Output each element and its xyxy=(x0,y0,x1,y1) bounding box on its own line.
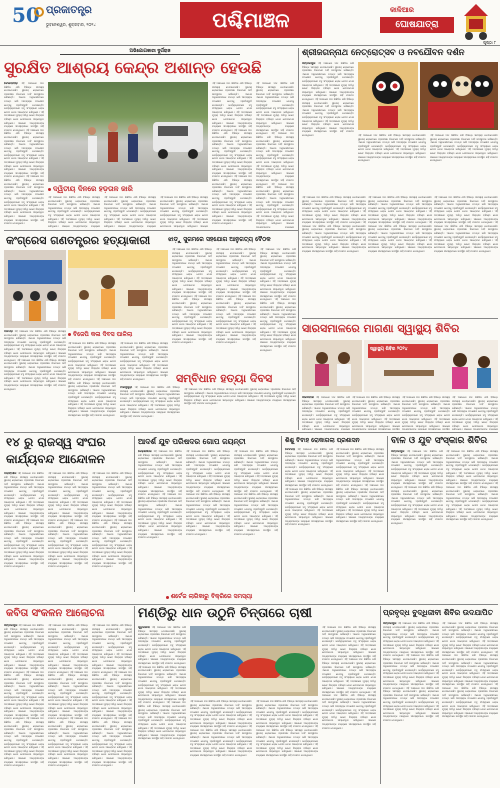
story2-col2: ଏହି ଅଞ୍ଚଳରେ ଗତ କିଛିଦିନ ଧରି ବିଭିନ୍ନ ସମସ୍ୟା ଦେଖାଦେଇଛି। ସ୍ଥାନୀୟ ଲୋକମାନେ ପ୍ରଶାସନ ନିକଟରେ ଦାବି ଉପସ୍ଥାପନ କରିଛନ୍ତି। ଏନେଇ ଅଧିକାରୀମାନେ ତଦନ୍ତ କରି ଆବଶ୍ୟକ ପଦକ୍ଷେପ ନେବାକୁ ପ୍ରତିଶ୍ରୁତି ଦେଇଛନ୍ତି। କାର୍ଯ୍ୟକ୍ରମରେ ବହୁ ସଂଖ୍ୟାରେ ଲୋକ ଯୋଗ ଦେଇ ଆଲୋଚନା କରିଥିଲେ। ଏହି ଅବସରରେ ମୁଖ୍ୟ ଅତିଥି ଭାବେ ଜିଲ୍ଲାର ବରିଷ୍ଠ ନେତା ଯୋଗଦେଇ ସମ୍ବୋଧିତ କରିଥିଲେ। ସଭାରେ ଅନ୍ୟମାନଙ୍କ ମଧ୍ୟରେ ସଦସ୍ୟମାନେ ଉପସ୍ଥିତ ରହି ମତାମତ ଦେଇଥିଲେ। ଏହି ଅଞ୍ଚଳରେ ଗତ କିଛିଦିନ ଧରି ବିଭିନ୍ନ ସମସ୍ୟା ଦେଖାଦେଇଛି। ସ୍ଥାନୀୟ ଲୋକମାନେ ପ୍ରଶାସନ ନିକଟରେ ଦାବି ଉପସ୍ଥାପନ କରିଛନ୍ତି। ଏନେଇ ଅଧିକାରୀମାନେ ତଦନ୍ତ କରି ଆବଶ୍ୟକ ପଦକ୍ଷେପ ନେବାକୁ ପ୍ରତିଶ୍ରୁତି ଦେଇଛନ୍ତି। କାର୍ଯ୍ୟକ୍ରମରେ ବହୁ ସଂଖ୍ୟାରେ ଲୋକ ଯୋଗ ଦେଇ ଆଲୋଚନା କରିଥିଲେ। ଏହି ଅବସରରେ ମୁଖ୍ୟ ଅତିଥି ଭାବେ ଜିଲ୍ଲାର ବରିଷ୍ଠ ନେତା ଯୋଗଦେଇ ସମ୍ବୋଧିତ କରିଥିଲେ। ସଭାରେ ଅନ୍ୟମାନଙ୍କ ମଧ୍ୟରେ ସଦସ୍ୟମାନେ ଉପସ୍ଥିତ ରହି ମତାମତ ଦେଇଥିଲେ। xyxy=(68,342,116,417)
page-number: ପୃଷ୍ଠା ୮ xyxy=(483,40,496,45)
story9-headline: କବିତା ସଂକଳନ ଆଲୋଚନା xyxy=(6,608,105,619)
divider xyxy=(281,436,282,592)
story7-headline: ବାଳ ଓ ଯୁବ ସଂସ୍କାର ଶିବିର xyxy=(391,436,488,446)
story1-subhead-box xyxy=(48,184,208,194)
story5-col1: ରେଢ଼ାଖୋଲ ଏହି ଅଞ୍ଚଳରେ ଗତ କିଛିଦିନ ଧରି ବିଭିନ୍ନ ସମସ୍ୟା ଦେଖାଦେଇଛି। ସ୍ଥାନୀୟ ଲୋକମାନେ ପ୍ରଶାସନ ନିକଟରେ ଦାବି ଉପସ୍ଥାପନ କରିଛନ୍ତି। ଏନେଇ ଅଧିକାରୀମାନେ ତଦନ୍ତ କରି ଆବଶ୍ୟକ ପଦକ୍ଷେପ ନେବାକୁ ପ୍ରତିଶ୍ରୁତି ଦେଇଛନ୍ତି। କାର୍ଯ୍ୟକ୍ରମରେ ବହୁ ସଂଖ୍ୟାରେ ଲୋକ ଯୋଗ ଦେଇ ଆଲୋଚନା କରିଥିଲେ। ଏହି ଅବସରରେ ମୁଖ୍ୟ ଅତିଥି ଭାବେ ଜିଲ୍ଲାର ବରିଷ୍ଠ ନେତା ଯୋଗଦେଇ ସମ୍ବୋଧିତ କରିଥିଲେ। ସଭାରେ ଅନ୍ୟମାନଙ୍କ ମଧ୍ୟରେ ସଦସ୍ୟମାନେ ଉପସ୍ଥିତ ରହି ମତାମତ ଦେଇଥିଲେ। ଏହି ଅଞ୍ଚଳରେ ଗତ କିଛିଦିନ ଧରି ବିଭିନ୍ନ ସମସ୍ୟା ଦେଖାଦେଇଛି। ସ୍ଥାନୀୟ ଲୋକମାନେ ପ୍ରଶାସନ ନିକଟରେ ଦାବି ଉପସ୍ଥାପନ କରିଛନ୍ତି। ଏନେଇ ଅଧିକାରୀମାନେ ତଦନ୍ତ କରି ଆବଶ୍ୟକ ପଦକ୍ଷେପ ନେବାକୁ ପ୍ରତିଶ୍ରୁତି ଦେଇଛନ୍ତି। କାର୍ଯ୍ୟକ୍ରମରେ ବହୁ ସଂଖ୍ୟାରେ ଲୋକ ଯୋଗ ଦେଇ ଆଲୋଚନା କରିଥିଲେ। ଏହି ଅବସରରେ ମୁଖ୍ୟ ଅତିଥି ଭାବେ ଜିଲ୍ଲାର ବରିଷ୍ଠ ନେତା ଯୋଗଦେଇ ସମ୍ବୋଧିତ କରିଥିଲେ। ସଭାରେ ଅନ୍ୟମାନଙ୍କ ମଧ୍ୟରେ ସଦସ୍ୟମାନେ ଉପସ୍ଥିତ ରହି ମତାମତ ଦେଇଥିଲେ। xyxy=(138,450,182,540)
story-health-photo1 xyxy=(302,340,362,392)
story3-headline: ସମ୍ବିଧାନ ହତ୍ୟା ଦିବସ xyxy=(176,372,273,385)
story5-col2: ଏହି ଅଞ୍ଚଳରେ ଗତ କିଛିଦିନ ଧରି ବିଭିନ୍ନ ସମସ୍ୟା ଦେଖାଦେଇଛି। ସ୍ଥାନୀୟ ଲୋକମାନେ ପ୍ରଶାସନ ନିକଟରେ ଦାବି ଉପସ୍ଥାପନ କରିଛନ୍ତି। ଏନେଇ ଅଧିକାରୀମାନେ ତଦନ୍ତ କରି ଆବଶ୍ୟକ ପଦକ୍ଷେପ ନେବାକୁ ପ୍ରତିଶ୍ରୁତି ଦେଇଛନ୍ତି। କାର୍ଯ୍ୟକ୍ରମରେ ବହୁ ସଂଖ୍ୟାରେ ଲୋକ ଯୋଗ ଦେଇ ଆଲୋଚନା କରିଥିଲେ। ଏହି ଅବସରରେ ମୁଖ୍ୟ ଅତିଥି ଭାବେ ଜିଲ୍ଲାର ବରିଷ୍ଠ ନେତା ଯୋଗଦେଇ ସମ୍ବୋଧିତ କରିଥିଲେ। ସଭାରେ ଅନ୍ୟମାନଙ୍କ ମଧ୍ୟରେ ସଦସ୍ୟମାନେ ଉପସ୍ଥିତ ରହି ମତାମତ ଦେଇଥିଲେ। ଏହି ଅଞ୍ଚଳରେ ଗତ କିଛିଦିନ ଧରି ବିଭିନ୍ନ ସମସ୍ୟା ଦେଖାଦେଇଛି। ସ୍ଥାନୀୟ ଲୋକମାନେ ପ୍ରଶାସନ ନିକଟରେ ଦାବି ଉପସ୍ଥାପନ କରିଛନ୍ତି। ଏନେଇ ଅଧିକାରୀମାନେ ତଦନ୍ତ କରି ଆବଶ୍ୟକ ପଦକ୍ଷେପ ନେବାକୁ ପ୍ରତିଶ୍ରୁତି ଦେଇଛନ୍ତି। କାର୍ଯ୍ୟକ୍ରମରେ ବହୁ ସଂଖ୍ୟାରେ ଲୋକ ଯୋଗ ଦେଇ ଆଲୋଚନା କରିଥିଲେ। ଏହି ଅବସରରେ ମୁଖ୍ୟ ଅତିଥି ଭାବେ ଜିଲ୍ଲାର ବରିଷ୍ଠ ନେତା ଯୋଗଦେଇ ସମ୍ବୋଧିତ କରିଥିଲେ। ସଭାରେ ଅନ୍ୟମାନଙ୍କ ମଧ୍ୟରେ ସଦସ୍ୟମାନେ ଉପସ୍ଥିତ ରହି ମତାମତ ଦେଇଥିଲେ। xyxy=(186,450,230,536)
story4-col2: ଏହି ଅଞ୍ଚଳରେ ଗତ କିଛିଦିନ ଧରି ବିଭିନ୍ନ ସମସ୍ୟା ଦେଖାଦେଇଛି। ସ୍ଥାନୀୟ ଲୋକମାନେ ପ୍ରଶାସନ ନିକଟରେ ଦାବି ଉପସ୍ଥାପନ କରିଛନ୍ତି। ଏନେଇ ଅଧିକାରୀମାନେ ତଦନ୍ତ କରି ଆବଶ୍ୟକ ପଦକ୍ଷେପ ନେବାକୁ ପ୍ରତିଶ୍ରୁତି ଦେଇଛନ୍ତି। କାର୍ଯ୍ୟକ୍ରମରେ ବହୁ ସଂଖ୍ୟାରେ ଲୋକ ଯୋଗ ଦେଇ ଆଲୋଚନା କରିଥିଲେ। ଏହି ଅବସରରେ ମୁଖ୍ୟ ଅତିଥି ଭାବେ ଜିଲ୍ଲାର ବରିଷ୍ଠ ନେତା ଯୋଗଦେଇ ସମ୍ବୋଧିତ କରିଥିଲେ। ସଭାରେ ଅନ୍ୟମାନଙ୍କ ମଧ୍ୟରେ ସଦସ୍ୟମାନେ ଉପସ୍ଥିତ ରହି ମତାମତ ଦେଇଥିଲେ। ଏହି ଅଞ୍ଚଳରେ ଗତ କିଛିଦିନ ଧରି ବିଭିନ୍ନ ସମସ୍ୟା ଦେଖାଦେଇଛି। ସ୍ଥାନୀୟ ଲୋକମାନେ ପ୍ରଶାସନ ନିକଟରେ ଦାବି ଉପସ୍ଥାପନ କରିଛନ୍ତି। ଏନେଇ ଅଧିକାରୀମାନେ ତଦନ୍ତ କରି ଆବଶ୍ୟକ ପଦକ୍ଷେପ ନେବାକୁ ପ୍ରତିଶ୍ରୁତି ଦେଇଛନ୍ତି। କାର୍ଯ୍ୟକ୍ରମରେ ବହୁ ସଂଖ୍ୟାରେ ଲୋକ ଯୋଗ ଦେଇ ଆଲୋଚନା କରିଥିଲେ। ଏହି ଅବସରରେ ମୁଖ୍ୟ ଅତିଥି ଭାବେ ଜିଲ୍ଲାର ବରିଷ୍ଠ ନେତା ଯୋଗଦେଇ ସମ୍ବୋଧିତ କରିଥିଲେ। ସଭାରେ ଅନ୍ୟମାନଙ୍କ ମଧ୍ୟରେ ସଦସ୍ୟମାନେ ଉପସ୍ଥିତ ରହି ମତାମତ ଦେଇଥିଲେ। xyxy=(48,472,88,569)
story10-byline: ଗୁରୁଗରଦା xyxy=(138,626,150,629)
story4-headline1: ୧୪ ରୁ ରାଜସ୍ୱ ସଂଘର xyxy=(6,435,106,449)
story7-byline: ସମ୍ବଲପୁର xyxy=(391,450,405,453)
anniversary-number: 50 xyxy=(12,3,40,27)
bullet-icon xyxy=(48,188,51,191)
story10-col1: ଗୁରୁଗରଦା ଏହି ଅଞ୍ଚଳରେ ଗତ କିଛିଦିନ ଧରି ବିଭିନ୍ନ ସମସ୍ୟା ଦେଖାଦେଇଛି। ସ୍ଥାନୀୟ ଲୋକମାନେ ପ୍ରଶାସନ ନିକଟରେ ଦାବି ଉପସ୍ଥାପନ କରିଛନ୍ତି। ଏନେଇ ଅଧିକାରୀମାନେ ତଦନ୍ତ କରି ଆବଶ୍ୟକ ପଦକ୍ଷେପ ନେବାକୁ ପ୍ରତିଶ୍ରୁତି ଦେଇଛନ୍ତି। କାର୍ଯ୍ୟକ୍ରମରେ ବହୁ ସଂଖ୍ୟାରେ ଲୋକ ଯୋଗ ଦେଇ ଆଲୋଚନା କରିଥିଲେ। ଏହି ଅବସରରେ ମୁଖ୍ୟ ଅତିଥି ଭାବେ ଜିଲ୍ଲାର ବରିଷ୍ଠ ନେତା ଯୋଗଦେଇ ସମ୍ବୋଧିତ କରିଥିଲେ। ସଭାରେ ଅନ୍ୟମାନଙ୍କ ମଧ୍ୟରେ ସଦସ୍ୟମାନେ ଉପସ୍ଥିତ ରହି ମତାମତ ଦେଇଥିଲେ। ଏହି ଅଞ୍ଚଳରେ ଗତ କିଛିଦିନ ଧରି ବିଭିନ୍ନ ସମସ୍ୟା ଦେଖାଦେଇଛି। ସ୍ଥାନୀୟ ଲୋକମାନେ ପ୍ରଶାସନ ନିକଟରେ ଦାବି ଉପସ୍ଥାପନ କରିଛନ୍ତି। ଏନେଇ ଅଧିକାରୀମାନେ ତଦନ୍ତ କରି ଆବଶ୍ୟକ ପଦକ୍ଷେପ ନେବାକୁ ପ୍ରତିଶ୍ରୁତି ଦେଇଛନ୍ତି। କାର୍ଯ୍ୟକ୍ରମରେ ବହୁ ସଂଖ୍ୟାରେ ଲୋକ ଯୋଗ ଦେଇ ଆଲୋଚନା କରିଥିଲେ। ଏହି ଅବସରରେ ମୁଖ୍ୟ ଅତିଥି ଭାବେ ଜିଲ୍ଲାର ବରିଷ୍ଠ ନେତା ଯୋଗଦେଇ ସମ୍ବୋଧିତ କରିଥିଲେ। ସଭାରେ ଅନ୍ୟମାନଙ୍କ ମଧ୍ୟରେ ସଦସ୍ୟମାନେ ଉପସ୍ଥିତ ରହି ମତାମତ ଦେଇଥିଲେ। ଏହି ଅଞ୍ଚଳରେ ଗତ କିଛିଦିନ ଧରି ବିଭିନ୍ନ ସମସ୍ୟା ଦେଖାଦେଇଛି। ସ୍ଥାନୀୟ ଲୋକମାନେ ପ୍ରଶାସନ ନିକଟରେ ଦାବି ଉପସ୍ଥାପନ କରିଛନ୍ତି। ଏନେଇ ଅଧିକାରୀମାନେ ତଦନ୍ତ କରି ଆବଶ୍ୟକ ପଦକ୍ଷେପ ନେବାକୁ ପ୍ରତିଶ୍ରୁତି ଦେଇଛନ୍ତି। କାର୍ଯ୍ୟକ୍ରମରେ ବହୁ ସଂଖ୍ୟାରେ ଲୋକ ଯୋଗ ଦେଇ ଆଲୋଚନା କରିଥିଲେ। ଏହି ଅବସରରେ ମୁଖ୍ୟ ଅତିଥି ଭାବେ ଜିଲ୍ଲାର ବରିଷ୍ଠ ନେତା ଯୋଗଦେଇ ସମ୍ବୋଧିତ କରିଥିଲେ। ସଭାରେ ଅନ୍ୟମାନଙ୍କ ମଧ୍ୟରେ ସଦସ୍ୟମାନେ ଉପସ୍ଥିତ ରହି ମତାମତ ଦେଇଥିଲେ। xyxy=(138,626,186,741)
story5-col3: ଏହି ଅଞ୍ଚଳରେ ଗତ କିଛିଦିନ ଧରି ବିଭିନ୍ନ ସମସ୍ୟା ଦେଖାଦେଇଛି। ସ୍ଥାନୀୟ ଲୋକମାନେ ପ୍ରଶାସନ ନିକଟରେ ଦାବି ଉପସ୍ଥାପନ କରିଛନ୍ତି। ଏନେଇ ଅଧିକାରୀମାନେ ତଦନ୍ତ କରି ଆବଶ୍ୟକ ପଦକ୍ଷେପ ନେବାକୁ ପ୍ରତିଶ୍ରୁତି ଦେଇଛନ୍ତି। କାର୍ଯ୍ୟକ୍ରମରେ ବହୁ ସଂଖ୍ୟାରେ ଲୋକ ଯୋଗ ଦେଇ ଆଲୋଚନା କରିଥିଲେ। ଏହି ଅବସରରେ ମୁଖ୍ୟ ଅତିଥି ଭାବେ ଜିଲ୍ଲାର ବରିଷ୍ଠ ନେତା ଯୋଗଦେଇ ସମ୍ବୋଧିତ କରିଥିଲେ। ସଭାରେ ଅନ୍ୟମାନଙ୍କ ମଧ୍ୟରେ ସଦସ୍ୟମାନେ ଉପସ୍ଥିତ ରହି ମତାମତ ଦେଇଥିଲେ। ଏହି ଅଞ୍ଚଳରେ ଗତ କିଛିଦିନ ଧରି ବିଭିନ୍ନ ସମସ୍ୟା ଦେଖାଦେଇଛି। ସ୍ଥାନୀୟ ଲୋକମାନେ ପ୍ରଶାସନ ନିକଟରେ ଦାବି ଉପସ୍ଥାପନ କରିଛନ୍ତି। ଏନେଇ ଅଧିକାରୀମାନେ ତଦନ୍ତ କରି ଆବଶ୍ୟକ ପଦକ୍ଷେପ ନେବାକୁ ପ୍ରତିଶ୍ରୁତି ଦେଇଛନ୍ତି। କାର୍ଯ୍ୟକ୍ରମରେ ବହୁ ସଂଖ୍ୟାରେ ଲୋକ ଯୋଗ ଦେଇ ଆଲୋଚନା କରିଥିଲେ। ଏହି ଅବସରରେ ମୁଖ୍ୟ ଅତିଥି ଭାବେ ଜିଲ୍ଲାର ବରିଷ୍ଠ ନେତା ଯୋଗଦେଇ ସମ୍ବୋଧିତ କରିଥିଲେ। ସଭାରେ ଅନ୍ୟମାନଙ୍କ ମଧ୍ୟରେ ସଦସ୍ୟମାନେ ଉପସ୍ଥିତ ରହି ମତାମତ ଦେଇଥିଲେ। xyxy=(234,450,278,536)
story-health-byline: ସାରସମାଳ xyxy=(302,396,314,399)
story6-col2: ଏହି ଅଞ୍ଚଳରେ ଗତ କିଛିଦିନ ଧରି ବିଭିନ୍ନ ସମସ୍ୟା ଦେଖାଦେଇଛି। ସ୍ଥାନୀୟ ଲୋକମାନେ ପ୍ରଶାସନ ନିକଟରେ ଦାବି ଉପସ୍ଥାପନ କରିଛନ୍ତି। ଏନେଇ ଅଧିକାରୀମାନେ ତଦନ୍ତ କରି ଆବଶ୍ୟକ ପଦକ୍ଷେପ ନେବାକୁ ପ୍ରତିଶ୍ରୁତି ଦେଇଛନ୍ତି। କାର୍ଯ୍ୟକ୍ରମରେ ବହୁ ସଂଖ୍ୟାରେ ଲୋକ ଯୋଗ ଦେଇ ଆଲୋଚନା କରିଥିଲେ। ଏହି ଅବସରରେ ମୁଖ୍ୟ ଅତିଥି ଭାବେ ଜିଲ୍ଲାର ବରିଷ୍ଠ ନେତା ଯୋଗଦେଇ ସମ୍ବୋଧିତ କରିଥିଲେ। ସଭାରେ ଅନ୍ୟମାନଙ୍କ ମଧ୍ୟରେ ସଦସ୍ୟମାନେ ଉପସ୍ଥିତ ରହି ମତାମତ ଦେଇଥିଲେ। ଏହି ଅଞ୍ଚଳରେ ଗତ କିଛିଦିନ ଧରି ବିଭିନ୍ନ ସମସ୍ୟା ଦେଖାଦେଇଛି। ସ୍ଥାନୀୟ ଲୋକମାନେ ପ୍ରଶାସନ ନିକଟରେ ଦାବି ଉପସ୍ଥାପନ କରିଛନ୍ତି। ଏନେଇ ଅଧିକାରୀମାନେ ତଦନ୍ତ କରି ଆବଶ୍ୟକ ପଦକ୍ଷେପ ନେବାକୁ ପ୍ରତିଶ୍ରୁତି ଦେଇଛନ୍ତି। କାର୍ଯ୍ୟକ୍ରମରେ ବହୁ ସଂଖ୍ୟାରେ ଲୋକ ଯୋଗ ଦେଇ ଆଲୋଚନା କରିଥିଲେ। ଏହି ଅବସରରେ ମୁଖ୍ୟ ଅତିଥି ଭାବେ ଜିଲ୍ଲାର ବରିଷ୍ଠ ନେତା ଯୋଗଦେଇ ସମ୍ବୋଧିତ କରିଥିଲେ। ସଭାରେ ଅନ୍ୟମାନଙ୍କ ମଧ୍ୟରେ ସଦସ୍ୟମାନେ ଉପସ୍ଥିତ ରହି ମତାମତ ଦେଇଥିଲେ। xyxy=(336,448,384,523)
festival-label-box xyxy=(380,17,454,33)
story-right1-col4: ଏହି ଅଞ୍ଚଳରେ ଗତ କିଛିଦିନ ଧରି ବିଭିନ୍ନ ସମସ୍ୟା ଦେଖାଦେଇଛି। ସ୍ଥାନୀୟ ଲୋକମାନେ ପ୍ରଶାସନ ନିକଟରେ ଦାବି ଉପସ୍ଥାପନ କରିଛନ୍ତି। ଏନେଇ ଅଧିକାରୀମାନେ ତଦନ୍ତ କରି ଆବଶ୍ୟକ ପଦକ୍ଷେପ ନେବାକୁ ପ୍ରତିଶ୍ରୁତି ଦେଇଛନ୍ତି। କାର୍ଯ୍ୟକ୍ରମରେ ବହୁ ସଂଖ୍ୟାରେ ଲୋକ ଯୋଗ ଦେଇ ଆଲୋଚନା କରିଥିଲେ। ଏହି ଅବସରରେ ମୁଖ୍ୟ ଅତିଥି ଭାବେ ଜିଲ୍ଲାର ବରିଷ୍ଠ ନେତା ଯୋଗଦେଇ ସମ୍ବୋଧିତ କରିଥିଲେ। ସଭାରେ ଅନ୍ୟମାନଙ୍କ ମଧ୍ୟରେ ସଦସ୍ୟମାନେ ଉପସ୍ଥିତ ରହି ମତାମତ ଦେଇଥିଲେ। ଏହି ଅଞ୍ଚଳରେ ଗତ କିଛିଦିନ ଧରି ବିଭିନ୍ନ ସମସ୍ୟା ଦେଖାଦେଇଛି। ସ୍ଥାନୀୟ ଲୋକମାନେ ପ୍ରଶାସନ ନିକଟରେ ଦାବି ଉପସ୍ଥାପନ କରିଛନ୍ତି। ଏନେଇ ଅଧିକାରୀମାନେ ତଦନ୍ତ କରି ଆବଶ୍ୟକ ପଦକ୍ଷେପ ନେବାକୁ ପ୍ରତିଶ୍ରୁତି ଦେଇଛନ୍ତି। କାର୍ଯ୍ୟକ୍ରମରେ ବହୁ ସଂଖ୍ୟାରେ ଲୋକ ଯୋଗ ଦେଇ ଆଲୋଚନା କରିଥିଲେ। ଏହି ଅବସରରେ ମୁଖ୍ୟ ଅତିଥି ଭାବେ ଜିଲ୍ଲାର ବରିଷ୍ଠ ନେତା ଯୋଗଦେଇ ସମ୍ବୋଧିତ କରିଥିଲେ। ସଭାରେ ଅନ୍ୟମାନଙ୍କ ମଧ୍ୟରେ ସଦସ୍ୟମାନେ ଉପସ୍ଥିତ ରହି ମତାମତ ଦେଇଥିଲେ। xyxy=(302,196,366,253)
story6-byline: ଦେବଗଡ଼ xyxy=(285,448,296,451)
story11-headline: ପ୍ରବୃଦ୍ଧ ବୁଦ୍ଧିଜୀବୀ ଶିବିର ଉଦଯାପିତ xyxy=(383,608,493,617)
story1-subhead: ଦ୍ୱିତୀୟ ଦିନରେ ହଡ଼ତାଳ ଜାରି xyxy=(53,184,133,193)
story3-col1: ଝାରସୁଗୁଡ଼ା ଏହି ଅଞ୍ଚଳରେ ଗତ କିଛିଦିନ ଧରି ବିଭିନ୍ନ ସମସ୍ୟା ଦେଖାଦେଇଛି। ସ୍ଥାନୀୟ ଲୋକମାନେ ପ୍ରଶାସନ ନିକଟରେ ଦାବି ଉପସ୍ଥାପନ କରିଛନ୍ତି। ଏନେଇ ଅଧିକାରୀମାନେ ତଦନ୍ତ କରି ଆବଶ୍ୟକ ପଦକ୍ଷେପ ନେବାକୁ ପ୍ରତିଶ୍ରୁତି ଦେଇଛନ୍ତି। କାର୍ଯ୍ୟକ୍ରମରେ ବହୁ ସଂଖ୍ୟାରେ ଲୋକ ଯୋଗ ଦେଇ ଆଲୋଚନା କରିଥିଲେ। ଏହି ଅବସରରେ ମୁଖ୍ୟ ଅତିଥି ଭାବେ ଜିଲ୍ଲାର ବରିଷ୍ଠ ନେତା ଯୋଗଦେଇ ସମ୍ବୋଧିତ କରିଥିଲେ। ସଭାରେ ଅନ୍ୟମାନଙ୍କ ମଧ୍ୟରେ ସଦସ୍ୟମାନେ ଉପସ୍ଥିତ ରହି ମତାମତ ଦେଇଥିଲେ। xyxy=(120,386,180,418)
story2-col4: ଏହି ଅଞ୍ଚଳରେ ଗତ କିଛିଦିନ ଧରି ବିଭିନ୍ନ ସମସ୍ୟା ଦେଖାଦେଇଛି। ସ୍ଥାନୀୟ ଲୋକମାନେ ପ୍ରଶାସନ ନିକଟରେ ଦାବି ଉପସ୍ଥାପନ କରିଛନ୍ତି। ଏନେଇ ଅଧିକାରୀମାନେ ତଦନ୍ତ କରି ଆବଶ୍ୟକ ପଦକ୍ଷେପ ନେବାକୁ ପ୍ରତିଶ୍ରୁତି ଦେଇଛନ୍ତି। କାର୍ଯ୍ୟକ୍ରମରେ ବହୁ ସଂଖ୍ୟାରେ ଲୋକ ଯୋଗ ଦେଇ ଆଲୋଚନା କରିଥିଲେ। ଏହି ଅବସରରେ ମୁଖ୍ୟ ଅତିଥି ଭାବେ ଜିଲ୍ଲାର ବରିଷ୍ଠ ନେତା ଯୋଗଦେଇ ସମ୍ବୋଧିତ କରିଥିଲେ। ସଭାରେ ଅନ୍ୟମାନଙ୍କ ମଧ୍ୟରେ ସଦସ୍ୟମାନେ ଉପସ୍ଥିତ ରହି ମତାମତ ଦେଇଥିଲେ। ଏହି ଅଞ୍ଚଳରେ ଗତ କିଛିଦିନ ଧରି ବିଭିନ୍ନ ସମସ୍ୟା ଦେଖାଦେଇଛି। ସ୍ଥାନୀୟ ଲୋକମାନେ ପ୍ରଶାସନ ନିକଟରେ ଦାବି ଉପସ୍ଥାପନ କରିଛନ୍ତି। ଏନେଇ ଅଧିକାରୀମାନେ ତଦନ୍ତ କରି ଆବଶ୍ୟକ ପଦକ୍ଷେପ ନେବାକୁ ପ୍ରତିଶ୍ରୁତି ଦେଇଛନ୍ତି। କାର୍ଯ୍ୟକ୍ରମରେ ବହୁ ସଂଖ୍ୟାରେ ଲୋକ ଯୋଗ ଦେଇ ଆଲୋଚନା କରିଥିଲେ। ଏହି ଅବସରରେ ମୁଖ୍ୟ ଅତିଥି ଭାବେ ଜିଲ୍ଲାର ବରିଷ୍ଠ ନେତା ଯୋଗଦେଇ ସମ୍ବୋଧିତ କରିଥିଲେ। ସଭାରେ ଅନ୍ୟମାନଙ୍କ ମଧ୍ୟରେ ସଦସ୍ୟମାନେ ଉପସ୍ଥିତ ରହି ମତାମତ ଦେଇଥିଲେ। xyxy=(172,248,212,345)
story2-col1: ବରଗଡ଼ ଏହି ଅଞ୍ଚଳରେ ଗତ କିଛିଦିନ ଧରି ବିଭିନ୍ନ ସମସ୍ୟା ଦେଖାଦେଇଛି। ସ୍ଥାନୀୟ ଲୋକମାନେ ପ୍ରଶାସନ ନିକଟରେ ଦାବି ଉପସ୍ଥାପନ କରିଛନ୍ତି। ଏନେଇ ଅଧିକାରୀମାନେ ତଦନ୍ତ କରି ଆବଶ୍ୟକ ପଦକ୍ଷେପ ନେବାକୁ ପ୍ରତିଶ୍ରୁତି ଦେଇଛନ୍ତି। କାର୍ଯ୍ୟକ୍ରମରେ ବହୁ ସଂଖ୍ୟାରେ ଲୋକ ଯୋଗ ଦେଇ ଆଲୋଚନା କରିଥିଲେ। ଏହି ଅବସରରେ ମୁଖ୍ୟ ଅତିଥି ଭାବେ ଜିଲ୍ଲାର ବରିଷ୍ଠ ନେତା ଯୋଗଦେଇ ସମ୍ବୋଧିତ କରିଥିଲେ। ସଭାରେ ଅନ୍ୟମାନଙ୍କ ମଧ୍ୟରେ ସଦସ୍ୟମାନେ ଉପସ୍ଥିତ ରହି ମତାମତ ଦେଇଥିଲେ। ଏହି ଅଞ୍ଚଳରେ ଗତ କିଛିଦିନ ଧରି ବିଭିନ୍ନ ସମସ୍ୟା ଦେଖାଦେଇଛି। ସ୍ଥାନୀୟ ଲୋକମାନେ ପ୍ରଶାସନ ନିକଟରେ ଦାବି ଉପସ୍ଥାପନ କରିଛନ୍ତି। ଏନେଇ ଅଧିକାରୀମାନେ ତଦନ୍ତ କରି ଆବଶ୍ୟକ ପଦକ୍ଷେପ ନେବାକୁ ପ୍ରତିଶ୍ରୁତି ଦେଇଛନ୍ତି। କାର୍ଯ୍ୟକ୍ରମରେ ବହୁ ସଂଖ୍ୟାରେ ଲୋକ ଯୋଗ ଦେଇ ଆଲୋଚନା କରିଥିଲେ। ଏହି ଅବସରରେ ମୁଖ୍ୟ ଅତିଥି ଭାବେ ଜିଲ୍ଲାର ବରିଷ୍ଠ ନେତା ଯୋଗଦେଇ ସମ୍ବୋଧିତ କରିଥିଲେ। ସଭାରେ ଅନ୍ୟମାନଙ୍କ ମଧ୍ୟରେ ସଦସ୍ୟମାନେ ଉପସ୍ଥିତ ରହି ମତାମତ ଦେଇଥିଲେ। xyxy=(4,330,66,391)
story9-col2: ଏହି ଅଞ୍ଚଳରେ ଗତ କିଛିଦିନ ଧରି ବିଭିନ୍ନ ସମସ୍ୟା ଦେଖାଦେଇଛି। ସ୍ଥାନୀୟ ଲୋକମାନେ ପ୍ରଶାସନ ନିକଟରେ ଦାବି ଉପସ୍ଥାପନ କରିଛନ୍ତି। ଏନେଇ ଅଧିକାରୀମାନେ ତଦନ୍ତ କରି ଆବଶ୍ୟକ ପଦକ୍ଷେପ ନେବାକୁ ପ୍ରତିଶ୍ରୁତି ଦେଇଛନ୍ତି। କାର୍ଯ୍ୟକ୍ରମରେ ବହୁ ସଂଖ୍ୟାରେ ଲୋକ ଯୋଗ ଦେଇ ଆଲୋଚନା କରିଥିଲେ। ଏହି ଅବସରରେ ମୁଖ୍ୟ ଅତିଥି ଭାବେ ଜିଲ୍ଲାର ବରିଷ୍ଠ ନେତା ଯୋଗଦେଇ ସମ୍ବୋଧିତ କରିଥିଲେ। ସଭାରେ ଅନ୍ୟମାନଙ୍କ ମଧ୍ୟରେ ସଦସ୍ୟମାନେ ଉପସ୍ଥିତ ରହି ମତାମତ ଦେଇଥିଲେ। ଏହି ଅଞ୍ଚଳରେ ଗତ କିଛିଦିନ ଧରି ବିଭିନ୍ନ ସମସ୍ୟା ଦେଖାଦେଇଛି। ସ୍ଥାନୀୟ ଲୋକମାନେ ପ୍ରଶାସନ ନିକଟରେ ଦାବି ଉପସ୍ଥାପନ କରିଛନ୍ତି। ଏନେଇ ଅଧିକାରୀମାନେ ତଦନ୍ତ କରି ଆବଶ୍ୟକ ପଦକ୍ଷେପ ନେବାକୁ ପ୍ରତିଶ୍ରୁତି ଦେଇଛନ୍ତି। କାର୍ଯ୍ୟକ୍ରମରେ ବହୁ ସଂଖ୍ୟାରେ ଲୋକ ଯୋଗ ଦେଇ ଆଲୋଚନା କରିଥିଲେ। ଏହି ଅବସରରେ ମୁଖ୍ୟ ଅତିଥି ଭାବେ ଜିଲ୍ଲାର ବରିଷ୍ଠ ନେତା ଯୋଗଦେଇ ସମ୍ବୋଧିତ କରିଥିଲେ। ସଭାରେ ଅନ୍ୟମାନଙ୍କ ମଧ୍ୟରେ ସଦସ୍ୟମାନେ ଉପସ୍ଥିତ ରହି ମତାମତ ଦେଇଥିଲେ। ଏହି ଅଞ୍ଚଳରେ ଗତ କିଛିଦିନ ଧରି ବିଭିନ୍ନ ସମସ୍ୟା ଦେଖାଦେଇଛି। ସ୍ଥାନୀୟ ଲୋକମାନେ ପ୍ରଶାସନ ନିକଟରେ ଦାବି ଉପସ୍ଥାପନ କରିଛନ୍ତି। ଏନେଇ ଅଧିକାରୀମାନେ ତଦନ୍ତ କରି ଆବଶ୍ୟକ ପଦକ୍ଷେପ ନେବାକୁ ପ୍ରତିଶ୍ରୁତି ଦେଇଛନ୍ତି। କାର୍ଯ୍ୟକ୍ରମରେ ବହୁ ସଂଖ୍ୟାରେ ଲୋକ ଯୋଗ ଦେଇ ଆଲୋଚନା କରିଥିଲେ। ଏହି ଅବସରରେ ମୁଖ୍ୟ ଅତିଥି ଭାବେ ଜିଲ୍ଲାର ବରିଷ୍ଠ ନେତା ଯୋଗଦେଇ ସମ୍ବୋଧିତ କରିଥିଲେ। ସଭାରେ ଅନ୍ୟମାନଙ୍କ ମଧ୍ୟରେ ସଦସ୍ୟମାନେ ଉପସ୍ଥିତ ରହି ମତାମତ ଦେଇଥିଲେ। xyxy=(48,624,88,768)
masthead xyxy=(0,0,500,46)
story-health-col3: ଏହି ଅଞ୍ଚଳରେ ଗତ କିଛିଦିନ ଧରି ବିଭିନ୍ନ ସମସ୍ୟା ଦେଖାଦେଇଛି। ସ୍ଥାନୀୟ ଲୋକମାନେ ପ୍ରଶାସନ ନିକଟରେ ଦାବି ଉପସ୍ଥାପନ କରିଛନ୍ତି। ଏନେଇ ଅଧିକାରୀମାନେ ତଦନ୍ତ କରି ଆବଶ୍ୟକ ପଦକ୍ଷେପ ନେବାକୁ ପ୍ରତିଶ୍ରୁତି ଦେଇଛନ୍ତି। କାର୍ଯ୍ୟକ୍ରମରେ ବହୁ ସଂଖ୍ୟାରେ ଲୋକ ଯୋଗ ଦେଇ ଆଲୋଚନା କରିଥିଲେ। ଏହି ଅବସରରେ ମୁଖ୍ୟ ଅତିଥି ଭାବେ ଜିଲ୍ଲାର ବରିଷ୍ଠ ନେତା ଯୋଗଦେଇ ସମ୍ବୋଧିତ କରିଥିଲେ। ସଭାରେ ଅନ୍ୟମାନଙ୍କ ମଧ୍ୟରେ ସଦସ୍ୟମାନେ ଉପସ୍ଥିତ xyxy=(402,396,450,430)
story1-col4: ଏହି ଅଞ୍ଚଳରେ ଗତ କିଛିଦିନ ଧରି ବିଭିନ୍ନ ସମସ୍ୟା ଦେଖାଦେଇଛି। ସ୍ଥାନୀୟ ଲୋକମାନେ ପ୍ରଶାସନ ନିକଟରେ ଦାବି ଉପସ୍ଥାପନ କରିଛନ୍ତି। ଏନେଇ ଅଧିକାରୀମାନେ ତଦନ୍ତ କରି ଆବଶ୍ୟକ ପଦକ୍ଷେପ ନେବାକୁ ପ୍ରତିଶ୍ରୁତି ଦେଇଛନ୍ତି। କାର୍ଯ୍ୟକ୍ରମରେ ବହୁ ସଂଖ୍ୟାରେ ଲୋକ ଯୋଗ ଦେଇ ଆଲୋଚନା କରିଥିଲେ। ଏହି ଅବସରରେ ମୁଖ୍ୟ ଅତିଥି ଭାବେ ଜିଲ୍ଲାର ବରିଷ୍ଠ ନେତା ଯୋଗଦେଇ ସମ୍ବୋଧିତ କରିଥିଲେ। ସଭାରେ xyxy=(160,196,208,228)
story4-col3: ଏହି ଅଞ୍ଚଳରେ ଗତ କିଛିଦିନ ଧରି ବିଭିନ୍ନ ସମସ୍ୟା ଦେଖାଦେଇଛି। ସ୍ଥାନୀୟ ଲୋକମାନେ ପ୍ରଶାସନ ନିକଟରେ ଦାବି ଉପସ୍ଥାପନ କରିଛନ୍ତି। ଏନେଇ ଅଧିକାରୀମାନେ ତଦନ୍ତ କରି ଆବଶ୍ୟକ ପଦକ୍ଷେପ ନେବାକୁ ପ୍ରତିଶ୍ରୁତି ଦେଇଛନ୍ତି। କାର୍ଯ୍ୟକ୍ରମରେ ବହୁ ସଂଖ୍ୟାରେ ଲୋକ ଯୋଗ ଦେଇ ଆଲୋଚନା କରିଥିଲେ। ଏହି ଅବସରରେ ମୁଖ୍ୟ ଅତିଥି ଭାବେ ଜିଲ୍ଲାର ବରିଷ୍ଠ ନେତା ଯୋଗଦେଇ ସମ୍ବୋଧିତ କରିଥିଲେ। ସଭାରେ ଅନ୍ୟମାନଙ୍କ ମଧ୍ୟରେ ସଦସ୍ୟମାନେ ଉପସ୍ଥିତ ରହି ମତାମତ ଦେଇଥିଲେ। ଏହି ଅଞ୍ଚଳରେ ଗତ କିଛିଦିନ ଧରି ବିଭିନ୍ନ ସମସ୍ୟା ଦେଖାଦେଇଛି। ସ୍ଥାନୀୟ ଲୋକମାନେ ପ୍ରଶାସନ ନିକଟରେ ଦାବି ଉପସ୍ଥାପନ କରିଛନ୍ତି। ଏନେଇ ଅଧିକାରୀମାନେ ତଦନ୍ତ କରି ଆବଶ୍ୟକ ପଦକ୍ଷେପ ନେବାକୁ ପ୍ରତିଶ୍ରୁତି ଦେଇଛନ୍ତି। କାର୍ଯ୍ୟକ୍ରମରେ ବହୁ ସଂଖ୍ୟାରେ ଲୋକ ଯୋଗ ଦେଇ ଆଲୋଚନା କରିଥିଲେ। ଏହି ଅବସରରେ ମୁଖ୍ୟ ଅତିଥି ଭାବେ ଜିଲ୍ଲାର ବରିଷ୍ଠ ନେତା ଯୋଗଦେଇ ସମ୍ବୋଧିତ କରିଥିଲେ। ସଭାରେ ଅନ୍ୟମାନଙ୍କ ମଧ୍ୟରେ ସଦସ୍ୟମାନେ ଉପସ୍ଥିତ ରହି ମତାମତ ଦେଇଥିଲେ। xyxy=(92,472,132,569)
divider xyxy=(4,604,498,605)
section-title-box xyxy=(180,2,322,38)
chariot-illustration xyxy=(456,2,496,42)
story4-byline: ବଲାଙ୍ଗୀର xyxy=(4,472,17,475)
festival-label-big: ଘୋଷଯାତ୍ରା xyxy=(395,20,439,30)
story10-col4: ଏହି ଅଞ୍ଚଳରେ ଗତ କିଛିଦିନ ଧରି ବିଭିନ୍ନ ସମସ୍ୟା ଦେଖାଦେଇଛି। ସ୍ଥାନୀୟ ଲୋକମାନେ ପ୍ରଶାସନ ନିକଟରେ ଦାବି ଉପସ୍ଥାପନ କରିଛନ୍ତି। ଏନେଇ ଅଧିକାରୀମାନେ ତଦନ୍ତ କରି ଆବଶ୍ୟକ ପଦକ୍ଷେପ ନେବାକୁ ପ୍ରତିଶ୍ରୁତି ଦେଇଛନ୍ତି। କାର୍ଯ୍ୟକ୍ରମରେ ବହୁ ସଂଖ୍ୟାରେ ଲୋକ ଯୋଗ ଦେଇ ଆଲୋଚନା କରିଥିଲେ। ଏହି ଅବସରରେ ମୁଖ୍ୟ ଅତିଥି ଭାବେ ଜିଲ୍ଲାର ବରିଷ୍ଠ ନେତା ଯୋଗଦେଇ ସମ୍ବୋଧିତ କରିଥିଲେ। ସଭାରେ ଅନ୍ୟମାନଙ୍କ ମଧ୍ୟରେ ସଦସ୍ୟମାନେ ଉପସ୍ଥିତ ରହି ମତାମତ ଦେଇଥିଲେ। ଏହି ଅଞ୍ଚଳରେ ଗତ କିଛିଦିନ ଧରି ବିଭିନ୍ନ ସମସ୍ୟା ଦେଖାଦେଇଛି। ସ୍ଥାନୀୟ ଲୋକମାନେ ପ୍ରଶାସନ ନିକଟରେ ଦାବି ଉପସ୍ଥାପନ କରିଛନ୍ତି। ଏନେଇ ଅଧିକାରୀମାନେ ତଦନ୍ତ କରି ଆବଶ୍ୟକ ପଦକ୍ଷେପ ନେବାକୁ ପ୍ରତିଶ୍ରୁତି ଦେଇଛନ୍ତି। କାର୍ଯ୍ୟକ୍ରମରେ ବହୁ ସଂଖ୍ୟାରେ ଲୋକ ଯୋଗ ଦେଇ ଆଲୋଚନା କରିଥିଲେ। ଏହି ଅବସରରେ ମୁଖ୍ୟ ଅତିଥି ଭାବେ ଜିଲ୍ଲାର ବରିଷ୍ଠ ନେତା ଯୋଗଦେଇ ସମ୍ବୋଧିତ କରିଥିଲେ। ସଭାରେ ଅନ୍ୟମାନଙ୍କ ମଧ୍ୟରେ ସଦସ୍ୟମାନେ ଉପସ୍ଥିତ ରହି ମତାମତ ଦେଇଥିଲେ। ଏହି ଅଞ୍ଚଳରେ ଗତ କିଛିଦିନ ଧରି ବିଭିନ୍ନ ସମସ୍ୟା ଦେଖାଦେଇଛି। ସ୍ଥାନୀୟ ଲୋକମାନେ ପ୍ରଶାସନ ନିକଟରେ ଦାବି ଉପସ୍ଥାପନ କରିଛନ୍ତି। ଏନେଇ ଅଧିକାରୀମାନେ ତଦନ୍ତ କରି ଆବଶ୍ୟକ ପଦକ୍ଷେପ ନେବାକୁ ପ୍ରତିଶ୍ରୁତି ଦେଇଛନ୍ତି। କାର୍ଯ୍ୟକ୍ରମରେ ବହୁ ସଂଖ୍ୟାରେ ଲୋକ ଯୋଗ ଦେଇ ଆଲୋଚନା କରିଥିଲେ। ଏହି ଅବସରରେ ମୁଖ୍ୟ ଅତିଥି ଭାବେ ଜିଲ୍ଲାର ବରିଷ୍ଠ ନେତା ଯୋଗଦେଇ ସମ୍ବୋଧିତ କରିଥିଲେ। ସଭାରେ ଅନ୍ୟମାନଙ୍କ ମଧ୍ୟରେ ସଦସ୍ୟମାନେ ଉପସ୍ଥିତ ରହି ମତାମତ ଦେଇଥିଲେ। xyxy=(322,626,376,730)
story2-caption-box xyxy=(68,330,168,339)
story-right1-col6: ଏହି ଅଞ୍ଚଳରେ ଗତ କିଛିଦିନ ଧରି ବିଭିନ୍ନ ସମସ୍ୟା ଦେଖାଦେଇଛି। ସ୍ଥାନୀୟ ଲୋକମାନେ ପ୍ରଶାସନ ନିକଟରେ ଦାବି ଉପସ୍ଥାପନ କରିଛନ୍ତି। ଏନେଇ ଅଧିକାରୀମାନେ ତଦନ୍ତ କରି ଆବଶ୍ୟକ ପଦକ୍ଷେପ ନେବାକୁ ପ୍ରତିଶ୍ରୁତି ଦେଇଛନ୍ତି। କାର୍ଯ୍ୟକ୍ରମରେ ବହୁ ସଂଖ୍ୟାରେ ଲୋକ ଯୋଗ ଦେଇ ଆଲୋଚନା କରିଥିଲେ। ଏହି ଅବସରରେ ମୁଖ୍ୟ ଅତିଥି ଭାବେ ଜିଲ୍ଲାର ବରିଷ୍ଠ ନେତା ଯୋଗଦେଇ ସମ୍ବୋଧିତ କରିଥିଲେ। ସଭାରେ ଅନ୍ୟମାନଙ୍କ ମଧ୍ୟରେ ସଦସ୍ୟମାନେ ଉପସ୍ଥିତ ରହି ମତାମତ ଦେଇଥିଲେ। ଏହି ଅଞ୍ଚଳରେ ଗତ କିଛିଦିନ ଧରି ବିଭିନ୍ନ ସମସ୍ୟା ଦେଖାଦେଇଛି। ସ୍ଥାନୀୟ ଲୋକମାନେ ପ୍ରଶାସନ ନିକଟରେ ଦାବି ଉପସ୍ଥାପନ କରିଛନ୍ତି। ଏନେଇ ଅଧିକାରୀମାନେ ତଦନ୍ତ କରି ଆବଶ୍ୟକ ପଦକ୍ଷେପ ନେବାକୁ ପ୍ରତିଶ୍ରୁତି ଦେଇଛନ୍ତି। କାର୍ଯ୍ୟକ୍ରମରେ ବହୁ ସଂଖ୍ୟାରେ ଲୋକ ଯୋଗ ଦେଇ ଆଲୋଚନା କରିଥିଲେ। ଏହି ଅବସରରେ ମୁଖ୍ୟ ଅତିଥି ଭାବେ ଜିଲ୍ଲାର ବରିଷ୍ଠ ନେତା ଯୋଗଦେଇ ସମ୍ବୋଧିତ କରିଥିଲେ। ସଭାରେ ଅନ୍ୟମାନଙ୍କ ମଧ୍ୟରେ ସଦସ୍ୟମାନେ ଉପସ୍ଥିତ ରହି ମତାମତ ଦେଇଥିଲେ। xyxy=(434,196,498,253)
story6-headline: ଶିଶୁ ବିବାହ ରୋକାଗଲା ପ୍ରଶାସନ xyxy=(285,437,360,444)
story2-sub-right: ଝାଡ଼ୁ ସୁଗମରେ ସହଯୋଗ ଆନୁଗତ୍ୟ ବୈଠକ xyxy=(168,236,271,243)
story11-col1: ସମ୍ବଲପୁର ଏହି ଅଞ୍ଚଳରେ ଗତ କିଛିଦିନ ଧରି ବିଭିନ୍ନ ସମସ୍ୟା ଦେଖାଦେଇଛି। ସ୍ଥାନୀୟ ଲୋକମାନେ ପ୍ରଶାସନ ନିକଟରେ ଦାବି ଉପସ୍ଥାପନ କରିଛନ୍ତି। ଏନେଇ ଅଧିକାରୀମାନେ ତଦନ୍ତ କରି ଆବଶ୍ୟକ ପଦକ୍ଷେପ ନେବାକୁ ପ୍ରତିଶ୍ରୁତି ଦେଇଛନ୍ତି। କାର୍ଯ୍ୟକ୍ରମରେ ବହୁ ସଂଖ୍ୟାରେ ଲୋକ ଯୋଗ ଦେଇ ଆଲୋଚନା କରିଥିଲେ। ଏହି ଅବସରରେ ମୁଖ୍ୟ ଅତିଥି ଭାବେ ଜିଲ୍ଲାର ବରିଷ୍ଠ ନେତା ଯୋଗଦେଇ ସମ୍ବୋଧିତ କରିଥିଲେ। ସଭାରେ ଅନ୍ୟମାନଙ୍କ ମଧ୍ୟରେ ସଦସ୍ୟମାନେ ଉପସ୍ଥିତ ରହି ମତାମତ ଦେଇଥିଲେ। ଏହି ଅଞ୍ଚଳରେ ଗତ କିଛିଦିନ ଧରି ବିଭିନ୍ନ ସମସ୍ୟା ଦେଖାଦେଇଛି। ସ୍ଥାନୀୟ ଲୋକମାନେ ପ୍ରଶାସନ ନିକଟରେ ଦାବି ଉପସ୍ଥାପନ କରିଛନ୍ତି। ଏନେଇ ଅଧିକାରୀମାନେ ତଦନ୍ତ କରି ଆବଶ୍ୟକ ପଦକ୍ଷେପ ନେବାକୁ ପ୍ରତିଶ୍ରୁତି ଦେଇଛନ୍ତି। କାର୍ଯ୍ୟକ୍ରମରେ ବହୁ ସଂଖ୍ୟାରେ ଲୋକ ଯୋଗ ଦେଇ ଆଲୋଚନା କରିଥିଲେ। ଏହି ଅବସରରେ ମୁଖ୍ୟ ଅତିଥି ଭାବେ ଜିଲ୍ଲାର ବରିଷ୍ଠ ନେତା ଯୋଗଦେଇ ସମ୍ବୋଧିତ କରିଥିଲେ। ସଭାରେ ଅନ୍ୟମାନଙ୍କ ମଧ୍ୟରେ ସଦସ୍ୟମାନେ ଉପସ୍ଥିତ ରହି ମତାମତ ଦେଇଥିଲେ। ଏହି ଅଞ୍ଚଳରେ ଗତ କିଛିଦିନ ଧରି ବିଭିନ୍ନ ସମସ୍ୟା ଦେଖାଦେଇଛି। ସ୍ଥାନୀୟ ଲୋକମାନେ ପ୍ରଶାସନ ନିକଟରେ ଦାବି ଉପସ୍ଥାପନ କରିଛନ୍ତି। ଏନେଇ ଅଧିକାରୀମାନେ ତଦନ୍ତ କରି ଆବଶ୍ୟକ ପଦକ୍ଷେପ ନେବାକୁ ପ୍ରତିଶ୍ରୁତି ଦେଇଛନ୍ତି। କାର୍ଯ୍ୟକ୍ରମରେ ବହୁ ସଂଖ୍ୟାରେ ଲୋକ ଯୋଗ ଦେଇ ଆଲୋଚନା କରିଥିଲେ। ଏହି ଅବସରରେ ମୁଖ୍ୟ ଅତିଥି ଭାବେ ଜିଲ୍ଲାର ବରିଷ୍ଠ ନେତା ଯୋଗଦେଇ ସମ୍ବୋଧିତ କରିଥିଲେ। ସଭାରେ ଅନ୍ୟମାନଙ୍କ ମଧ୍ୟରେ ସଦସ୍ୟମାନେ ଉପସ୍ଥିତ ରହି ମତାମତ ଦେଇଥିଲେ। xyxy=(383,622,439,723)
story-health-col1: ସାରସମାଳ ଏହି ଅଞ୍ଚଳରେ ଗତ କିଛିଦିନ ଧରି ବିଭିନ୍ନ ସମସ୍ୟା ଦେଖାଦେଇଛି। ସ୍ଥାନୀୟ ଲୋକମାନେ ପ୍ରଶାସନ ନିକଟରେ ଦାବି ଉପସ୍ଥାପନ କରିଛନ୍ତି। ଏନେଇ ଅଧିକାରୀମାନେ ତଦନ୍ତ କରି ଆବଶ୍ୟକ ପଦକ୍ଷେପ ନେବାକୁ ପ୍ରତିଶ୍ରୁତି ଦେଇଛନ୍ତି। କାର୍ଯ୍ୟକ୍ରମରେ ବହୁ ସଂଖ୍ୟାରେ ଲୋକ ଯୋଗ ଦେଇ ଆଲୋଚନା କରିଥିଲେ। ଏହି ଅବସରରେ ମୁଖ୍ୟ ଅତିଥି ଭାବେ ଜିଲ୍ଲାର ବରିଷ୍ଠ ନେତା ଯୋଗଦେଇ ସମ୍ବୋଧିତ କରିଥିଲେ। ସଭାରେ ଅନ୍ୟମାନଙ୍କ ମଧ୍ୟରେ xyxy=(302,396,350,430)
divider xyxy=(387,436,388,592)
story1-col1: ବେଲପାହାଡ଼ ଏହି ଅଞ୍ଚଳରେ ଗତ କିଛିଦିନ ଧରି ବିଭିନ୍ନ ସମସ୍ୟା ଦେଖାଦେଇଛି। ସ୍ଥାନୀୟ ଲୋକମାନେ ପ୍ରଶାସନ ନିକଟରେ ଦାବି ଉପସ୍ଥାପନ କରିଛନ୍ତି। ଏନେଇ ଅଧିକାରୀମାନେ ତଦନ୍ତ କରି ଆବଶ୍ୟକ ପଦକ୍ଷେପ ନେବାକୁ ପ୍ରତିଶ୍ରୁତି ଦେଇଛନ୍ତି। କାର୍ଯ୍ୟକ୍ରମରେ ବହୁ ସଂଖ୍ୟାରେ ଲୋକ ଯୋଗ ଦେଇ ଆଲୋଚନା କରିଥିଲେ। ଏହି ଅବସରରେ ମୁଖ୍ୟ ଅତିଥି ଭାବେ ଜିଲ୍ଲାର ବରିଷ୍ଠ ନେତା ଯୋଗଦେଇ ସମ୍ବୋଧିତ କରିଥିଲେ। ସଭାରେ ଅନ୍ୟମାନଙ୍କ ମଧ୍ୟରେ ସଦସ୍ୟମାନେ ଉପସ୍ଥିତ ରହି ମତାମତ ଦେଇଥିଲେ। ଏହି ଅଞ୍ଚଳରେ ଗତ କିଛିଦିନ ଧରି ବିଭିନ୍ନ ସମସ୍ୟା ଦେଖାଦେଇଛି। ସ୍ଥାନୀୟ ଲୋକମାନେ ପ୍ରଶାସନ ନିକଟରେ ଦାବି ଉପସ୍ଥାପନ କରିଛନ୍ତି। ଏନେଇ ଅଧିକାରୀମାନେ ତଦନ୍ତ କରି ଆବଶ୍ୟକ ପଦକ୍ଷେପ ନେବାକୁ ପ୍ରତିଶ୍ରୁତି ଦେଇଛନ୍ତି। କାର୍ଯ୍ୟକ୍ରମରେ ବହୁ ସଂଖ୍ୟାରେ ଲୋକ ଯୋଗ ଦେଇ ଆଲୋଚନା କରିଥିଲେ। ଏହି ଅବସରରେ ମୁଖ୍ୟ ଅତିଥି ଭାବେ ଜିଲ୍ଲାର ବରିଷ୍ଠ ନେତା ଯୋଗଦେଇ ସମ୍ବୋଧିତ କରିଥିଲେ। ସଭାରେ ଅନ୍ୟମାନଙ୍କ ମଧ୍ୟରେ ସଦସ୍ୟମାନେ ଉପସ୍ଥିତ ରହି ମତାମତ ଦେଇଥିଲେ। ଏହି ଅଞ୍ଚଳରେ ଗତ କିଛିଦିନ ଧରି ବିଭିନ୍ନ ସମସ୍ୟା ଦେଖାଦେଇଛି। ସ୍ଥାନୀୟ ଲୋକମାନେ ପ୍ରଶାସନ ନିକଟରେ ଦାବି ଉପସ୍ଥାପନ କରିଛନ୍ତି। ଏନେଇ ଅଧିକାରୀମାନେ ତଦନ୍ତ କରି ଆବଶ୍ୟକ ପଦକ୍ଷେପ ନେବାକୁ ପ୍ରତିଶ୍ରୁତି ଦେଇଛନ୍ତି। କାର୍ଯ୍ୟକ୍ରମରେ ବହୁ ସଂଖ୍ୟାରେ ଲୋକ ଯୋଗ ଦେଇ ଆଲୋଚନା କରିଥିଲେ। ଏହି ଅବସରରେ ମୁଖ୍ୟ ଅତିଥି ଭାବେ ଜିଲ୍ଲାର ବରିଷ୍ଠ ନେତା ଯୋଗଦେଇ ସମ୍ବୋଧିତ କରିଥିଲେ। ସଭାରେ ଅନ୍ୟମାନଙ୍କ ମଧ୍ୟରେ ସଦସ୍ୟମାନେ ଉପସ୍ଥିତ ରହି ମତାମତ ଦେଇଥିଲେ। xyxy=(4,82,44,226)
story1-col2: ଏହି ଅଞ୍ଚଳରେ ଗତ କିଛିଦିନ ଧରି ବିଭିନ୍ନ ସମସ୍ୟା ଦେଖାଦେଇଛି। ସ୍ଥାନୀୟ ଲୋକମାନେ ପ୍ରଶାସନ ନିକଟରେ ଦାବି ଉପସ୍ଥାପନ କରିଛନ୍ତି। ଏନେଇ ଅଧିକାରୀମାନେ ତଦନ୍ତ କରି ଆବଶ୍ୟକ ପଦକ୍ଷେପ ନେବାକୁ ପ୍ରତିଶ୍ରୁତି ଦେଇଛନ୍ତି। କାର୍ଯ୍ୟକ୍ରମରେ ବହୁ ସଂଖ୍ୟାରେ ଲୋକ ଯୋଗ ଦେଇ ଆଲୋଚନା କରିଥିଲେ। ଏହି ଅବସରରେ ମୁଖ୍ୟ ଅତିଥି ଭାବେ ଜିଲ୍ଲାର ବରିଷ୍ଠ ନେତା ଯୋଗଦେଇ ସମ୍ବୋଧିତ କରିଥିଲେ। ସଭାରେ ଅନ୍ୟମାନଙ୍କ ମଧ୍ୟରେ xyxy=(48,196,100,228)
story2-col5: ଏହି ଅଞ୍ଚଳରେ ଗତ କିଛିଦିନ ଧରି ବିଭିନ୍ନ ସମସ୍ୟା ଦେଖାଦେଇଛି। ସ୍ଥାନୀୟ ଲୋକମାନେ ପ୍ରଶାସନ ନିକଟରେ ଦାବି ଉପସ୍ଥାପନ କରିଛନ୍ତି। ଏନେଇ ଅଧିକାରୀମାନେ ତଦନ୍ତ କରି ଆବଶ୍ୟକ ପଦକ୍ଷେପ ନେବାକୁ ପ୍ରତିଶ୍ରୁତି ଦେଇଛନ୍ତି। କାର୍ଯ୍ୟକ୍ରମରେ ବହୁ ସଂଖ୍ୟାରେ ଲୋକ ଯୋଗ ଦେଇ ଆଲୋଚନା କରିଥିଲେ। ଏହି ଅବସରରେ ମୁଖ୍ୟ ଅତିଥି ଭାବେ ଜିଲ୍ଲାର ବରିଷ୍ଠ ନେତା ଯୋଗଦେଇ ସମ୍ବୋଧିତ କରିଥିଲେ। ସଭାରେ ଅନ୍ୟମାନଙ୍କ ମଧ୍ୟରେ ସଦସ୍ୟମାନେ ଉପସ୍ଥିତ ରହି ମତାମତ ଦେଇଥିଲେ। ଏହି ଅଞ୍ଚଳରେ ଗତ କିଛିଦିନ ଧରି ବିଭିନ୍ନ ସମସ୍ୟା ଦେଖାଦେଇଛି। ସ୍ଥାନୀୟ ଲୋକମାନେ ପ୍ରଶାସନ ନିକଟରେ ଦାବି ଉପସ୍ଥାପନ କରିଛନ୍ତି। ଏନେଇ ଅଧିକାରୀମାନେ ତଦନ୍ତ କରି ଆବଶ୍ୟକ ପଦକ୍ଷେପ ନେବାକୁ ପ୍ରତିଶ୍ରୁତି ଦେଇଛନ୍ତି। କାର୍ଯ୍ୟକ୍ରମରେ ବହୁ ସଂଖ୍ୟାରେ ଲୋକ ଯୋଗ ଦେଇ ଆଲୋଚନା କରିଥିଲେ। ଏହି ଅବସରରେ ମୁଖ୍ୟ ଅତିଥି ଭାବେ ଜିଲ୍ଲାର ବରିଷ୍ଠ ନେତା ଯୋଗଦେଇ ସମ୍ବୋଧିତ କରିଥିଲେ। ସଭାରେ ଅନ୍ୟମାନଙ୍କ ମଧ୍ୟରେ ସଦସ୍ୟମାନେ ଉପସ୍ଥିତ ରହି ମତାମତ ଦେଇଥିଲେ। xyxy=(216,248,256,345)
story11-col2: ଏହି ଅଞ୍ଚଳରେ ଗତ କିଛିଦିନ ଧରି ବିଭିନ୍ନ ସମସ୍ୟା ଦେଖାଦେଇଛି। ସ୍ଥାନୀୟ ଲୋକମାନେ ପ୍ରଶାସନ ନିକଟରେ ଦାବି ଉପସ୍ଥାପନ କରିଛନ୍ତି। ଏନେଇ ଅଧିକାରୀମାନେ ତଦନ୍ତ କରି ଆବଶ୍ୟକ ପଦକ୍ଷେପ ନେବାକୁ ପ୍ରତିଶ୍ରୁତି ଦେଇଛନ୍ତି। କାର୍ଯ୍ୟକ୍ରମରେ ବହୁ ସଂଖ୍ୟାରେ ଲୋକ ଯୋଗ ଦେଇ ଆଲୋଚନା କରିଥିଲେ। ଏହି ଅବସରରେ ମୁଖ୍ୟ ଅତିଥି ଭାବେ ଜିଲ୍ଲାର ବରିଷ୍ଠ ନେତା ଯୋଗଦେଇ ସମ୍ବୋଧିତ କରିଥିଲେ। ସଭାରେ ଅନ୍ୟମାନଙ୍କ ମଧ୍ୟରେ ସଦସ୍ୟମାନେ ଉପସ୍ଥିତ ରହି ମତାମତ ଦେଇଥିଲେ। ଏହି ଅଞ୍ଚଳରେ ଗତ କିଛିଦିନ ଧରି ବିଭିନ୍ନ ସମସ୍ୟା ଦେଖାଦେଇଛି। ସ୍ଥାନୀୟ ଲୋକମାନେ ପ୍ରଶାସନ ନିକଟରେ ଦାବି ଉପସ୍ଥାପନ କରିଛନ୍ତି। ଏନେଇ ଅଧିକାରୀମାନେ ତଦନ୍ତ କରି ଆବଶ୍ୟକ ପଦକ୍ଷେପ ନେବାକୁ ପ୍ରତିଶ୍ରୁତି ଦେଇଛନ୍ତି। କାର୍ଯ୍ୟକ୍ରମରେ ବହୁ ସଂଖ୍ୟାରେ ଲୋକ ଯୋଗ ଦେଇ ଆଲୋଚନା କରିଥିଲେ। ଏହି ଅବସରରେ ମୁଖ୍ୟ ଅତିଥି ଭାବେ ଜିଲ୍ଲାର ବରିଷ୍ଠ ନେତା ଯୋଗଦେଇ ସମ୍ବୋଧିତ କରିଥିଲେ। ସଭାରେ ଅନ୍ୟମାନଙ୍କ ମଧ୍ୟରେ ସଦସ୍ୟମାନେ ଉପସ୍ଥିତ ରହି ମତାମତ ଦେଇଥିଲେ। ଏହି ଅଞ୍ଚଳରେ ଗତ କିଛିଦିନ ଧରି ବିଭିନ୍ନ ସମସ୍ୟା ଦେଖାଦେଇଛି। ସ୍ଥାନୀୟ ଲୋକମାନେ ପ୍ରଶାସନ ନିକଟରେ ଦାବି ଉପସ୍ଥାପନ କରିଛନ୍ତି। ଏନେଇ ଅଧିକାରୀମାନେ ତଦନ୍ତ କରି ଆବଶ୍ୟକ ପଦକ୍ଷେପ ନେବାକୁ ପ୍ରତିଶ୍ରୁତି ଦେଇଛନ୍ତି। କାର୍ଯ୍ୟକ୍ରମରେ ବହୁ ସଂଖ୍ୟାରେ ଲୋକ ଯୋଗ ଦେଇ ଆଲୋଚନା କରିଥିଲେ। ଏହି ଅବସରରେ ମୁଖ୍ୟ ଅତିଥି ଭାବେ ଜିଲ୍ଲାର ବରିଷ୍ଠ ନେତା ଯୋଗଦେଇ ସମ୍ବୋଧିତ କରିଥିଲେ। ସଭାରେ ଅନ୍ୟମାନଙ୍କ ମଧ୍ୟରେ ସଦସ୍ୟମାନେ ଉପସ୍ଥିତ ରହି ମତାମତ ଦେଇଥିଲେ। xyxy=(442,622,498,719)
story-right1-col5: ଏହି ଅଞ୍ଚଳରେ ଗତ କିଛିଦିନ ଧରି ବିଭିନ୍ନ ସମସ୍ୟା ଦେଖାଦେଇଛି। ସ୍ଥାନୀୟ ଲୋକମାନେ ପ୍ରଶାସନ ନିକଟରେ ଦାବି ଉପସ୍ଥାପନ କରିଛନ୍ତି। ଏନେଇ ଅଧିକାରୀମାନେ ତଦନ୍ତ କରି ଆବଶ୍ୟକ ପଦକ୍ଷେପ ନେବାକୁ ପ୍ରତିଶ୍ରୁତି ଦେଇଛନ୍ତି। କାର୍ଯ୍ୟକ୍ରମରେ ବହୁ ସଂଖ୍ୟାରେ ଲୋକ ଯୋଗ ଦେଇ ଆଲୋଚନା କରିଥିଲେ। ଏହି ଅବସରରେ ମୁଖ୍ୟ ଅତିଥି ଭାବେ ଜିଲ୍ଲାର ବରିଷ୍ଠ ନେତା ଯୋଗଦେଇ ସମ୍ବୋଧିତ କରିଥିଲେ। ସଭାରେ ଅନ୍ୟମାନଙ୍କ ମଧ୍ୟରେ ସଦସ୍ୟମାନେ ଉପସ୍ଥିତ ରହି ମତାମତ ଦେଇଥିଲେ। ଏହି ଅଞ୍ଚଳରେ ଗତ କିଛିଦିନ ଧରି ବିଭିନ୍ନ ସମସ୍ୟା ଦେଖାଦେଇଛି। ସ୍ଥାନୀୟ ଲୋକମାନେ ପ୍ରଶାସନ ନିକଟରେ ଦାବି ଉପସ୍ଥାପନ କରିଛନ୍ତି। ଏନେଇ ଅଧିକାରୀମାନେ ତଦନ୍ତ କରି ଆବଶ୍ୟକ ପଦକ୍ଷେପ ନେବାକୁ ପ୍ରତିଶ୍ରୁତି ଦେଇଛନ୍ତି। କାର୍ଯ୍ୟକ୍ରମରେ ବହୁ ସଂଖ୍ୟାରେ ଲୋକ ଯୋଗ ଦେଇ ଆଲୋଚନା କରିଥିଲେ। ଏହି ଅବସରରେ ମୁଖ୍ୟ ଅତିଥି ଭାବେ ଜିଲ୍ଲାର ବରିଷ୍ଠ ନେତା ଯୋଗଦେଇ ସମ୍ବୋଧିତ କରିଥିଲେ। ସଭାରେ ଅନ୍ୟମାନଙ୍କ ମଧ୍ୟରେ ସଦସ୍ୟମାନେ ଉପସ୍ଥିତ ରହି ମତାମତ ଦେଇଥିଲେ। xyxy=(368,196,432,253)
story-right1-col1: ସମ୍ବଲପୁର ଏହି ଅଞ୍ଚଳରେ ଗତ କିଛିଦିନ ଧରି ବିଭିନ୍ନ ସମସ୍ୟା ଦେଖାଦେଇଛି। ସ୍ଥାନୀୟ ଲୋକମାନେ ପ୍ରଶାସନ ନିକଟରେ ଦାବି ଉପସ୍ଥାପନ କରିଛନ୍ତି। ଏନେଇ ଅଧିକାରୀମାନେ ତଦନ୍ତ କରି ଆବଶ୍ୟକ ପଦକ୍ଷେପ ନେବାକୁ ପ୍ରତିଶ୍ରୁତି ଦେଇଛନ୍ତି। କାର୍ଯ୍ୟକ୍ରମରେ ବହୁ ସଂଖ୍ୟାରେ ଲୋକ ଯୋଗ ଦେଇ ଆଲୋଚନା କରିଥିଲେ। ଏହି ଅବସରରେ ମୁଖ୍ୟ ଅତିଥି ଭାବେ ଜିଲ୍ଲାର ବରିଷ୍ଠ ନେତା ଯୋଗଦେଇ ସମ୍ବୋଧିତ କରିଥିଲେ। ସଭାରେ ଅନ୍ୟମାନଙ୍କ ମଧ୍ୟରେ ସଦସ୍ୟମାନେ ଉପସ୍ଥିତ ରହି ମତାମତ ଦେଇଥିଲେ। ଏହି ଅଞ୍ଚଳରେ ଗତ କିଛିଦିନ ଧରି ବିଭିନ୍ନ ସମସ୍ୟା ଦେଖାଦେଇଛି। ସ୍ଥାନୀୟ ଲୋକମାନେ ପ୍ରଶାସନ ନିକଟରେ ଦାବି ଉପସ୍ଥାପନ କରିଛନ୍ତି। ଏନେଇ ଅଧିକାରୀମାନେ ତଦନ୍ତ କରି ଆବଶ୍ୟକ ପଦକ୍ଷେପ ନେବାକୁ ପ୍ରତିଶ୍ରୁତି ଦେଇଛନ୍ତି। କାର୍ଯ୍ୟକ୍ରମରେ ବହୁ ସଂଖ୍ୟାରେ ଲୋକ ଯୋଗ ଦେଇ ଆଲୋଚନା କରିଥିଲେ। ଏହି ଅବସରରେ ମୁଖ୍ୟ ଅତିଥି ଭାବେ ଜିଲ୍ଲାର ବରିଷ୍ଠ ନେତା ଯୋଗଦେଇ ସମ୍ବୋଧିତ କରିଥିଲେ। ସଭାରେ ଅନ୍ୟମାନଙ୍କ ମଧ୍ୟରେ ସଦସ୍ୟମାନେ ଉପସ୍ଥିତ ରହି ମତାମତ ଦେଇଥିଲେ। xyxy=(302,62,354,137)
story2-col3: ଏହି ଅଞ୍ଚଳରେ ଗତ କିଛିଦିନ ଧରି ବିଭିନ୍ନ ସମସ୍ୟା ଦେଖାଦେଇଛି। ସ୍ଥାନୀୟ ଲୋକମାନେ ପ୍ରଶାସନ ନିକଟରେ ଦାବି ଉପସ୍ଥାପନ କରିଛନ୍ତି। ଏନେଇ ଅଧିକାରୀମାନେ ତଦନ୍ତ କରି ଆବଶ୍ୟକ ପଦକ୍ଷେପ ନେବାକୁ ପ୍ରତିଶ୍ରୁତି ଦେଇଛନ୍ତି। କାର୍ଯ୍ୟକ୍ରମରେ ବହୁ ସଂଖ୍ୟାରେ ଲୋକ ଯୋଗ ଦେଇ ଆଲୋଚନା କରିଥିଲେ। ଏହି ଅବସରରେ ମୁଖ୍ୟ ଅତିଥି ଭାବେ ଜିଲ୍ଲାର ବରିଷ୍ଠ ନେତା ଯୋଗଦେଇ ସମ୍ବୋଧିତ କରିଥିଲେ। ସଭାରେ ଅନ୍ୟମାନଙ୍କ ମଧ୍ୟରେ ସଦସ୍ୟମାନେ ଉପସ୍ଥିତ ରହି ମତାମତ ଦେଇଥିଲେ। xyxy=(120,342,168,381)
anniversary-logo xyxy=(12,3,44,25)
story3-col2: ଏହି ଅଞ୍ଚଳରେ ଗତ କିଛିଦିନ ଧରି ବିଭିନ୍ନ ସମସ୍ୟା ଦେଖାଦେଇଛି। ସ୍ଥାନୀୟ ଲୋକମାନେ ପ୍ରଶାସନ ନିକଟରେ ଦାବି ଉପସ୍ଥାପନ କରିଛନ୍ତି। ଏନେଇ ଅଧିକାରୀମାନେ ତଦନ୍ତ କରି ଆବଶ୍ୟକ ପଦକ୍ଷେପ ନେବାକୁ ପ୍ରତିଶ୍ରୁତି ଦେଇଛନ୍ତି। କାର୍ଯ୍ୟକ୍ରମରେ ବହୁ ସଂଖ୍ୟାରେ ଲୋକ ଯୋଗ ଦେଇ ଆଲୋଚନା କରିଥିଲେ। ଏହି ଅବସରରେ ମୁଖ୍ୟ ଅତିଥି ଭାବେ ଜିଲ୍ଲାର ବରିଷ୍ଠ ନେତା ଯୋଗଦେଇ ସମ୍ବୋଧିତ କରିଥିଲେ। ସଭାରେ ଅନ୍ୟମାନଙ୍କ ମଧ୍ୟରେ ସଦସ୍ୟମାନେ ଉପସ୍ଥିତ ରହି ମତାମତ ଦେଇଥିଲେ। xyxy=(184,388,296,406)
story1-kicker: ଅଭିଯୋଗକାରୀ ଦୁର୍ଗରାଜ xyxy=(60,48,240,55)
story2-photo1 xyxy=(4,250,66,328)
story-right1-col2: ଏହି ଅଞ୍ଚଳରେ ଗତ କିଛିଦିନ ଧରି ବିଭିନ୍ନ ସମସ୍ୟା ଦେଖାଦେଇଛି। ସ୍ଥାନୀୟ ଲୋକମାନେ ପ୍ରଶାସନ ନିକଟରେ ଦାବି ଉପସ୍ଥାପନ କରିଛନ୍ତି। ଏନେଇ ଅଧିକାରୀମାନେ ତଦନ୍ତ କରି ଆବଶ୍ୟକ ପଦକ୍ଷେପ ନେବାକୁ ପ୍ରତିଶ୍ରୁତି ଦେଇଛନ୍ତି। କାର୍ଯ୍ୟକ୍ରମରେ ବହୁ ସଂଖ୍ୟାରେ ଲୋକ ଯୋଗ ଦେଇ ଆଲୋଚନା କରିଥିଲେ। ଏହି ଅବସରରେ ମୁଖ୍ୟ ଅତିଥି ଭାବେ ଜିଲ୍ଲାର ବରିଷ୍ଠ ନେତା ଯୋଗଦେଇ ସମ୍ବୋଧିତ କରିଥିଲେ। ସଭାରେ ଅନ୍ୟମାନଙ୍କ ମଧ୍ୟରେ ସଦସ୍ୟମାନେ ଉପସ୍ଥିତ ରହି ମତାମତ ଦେଇଥିଲେ। xyxy=(358,134,426,163)
story5-byline: ରେଢ଼ାଖୋଲ xyxy=(138,450,152,453)
story-health-col4: ଏହି ଅଞ୍ଚଳରେ ଗତ କିଛିଦିନ ଧରି ବିଭିନ୍ନ ସମସ୍ୟା ଦେଖାଦେଇଛି। ସ୍ଥାନୀୟ ଲୋକମାନେ ପ୍ରଶାସନ ନିକଟରେ ଦାବି ଉପସ୍ଥାପନ କରିଛନ୍ତି। ଏନେଇ ଅଧିକାରୀମାନେ ତଦନ୍ତ କରି ଆବଶ୍ୟକ ପଦକ୍ଷେପ ନେବାକୁ ପ୍ରତିଶ୍ରୁତି ଦେଇଛନ୍ତି। କାର୍ଯ୍ୟକ୍ରମରେ ବହୁ ସଂଖ୍ୟାରେ ଲୋକ ଯୋଗ ଦେଇ ଆଲୋଚନା କରିଥିଲେ। ଏହି ଅବସରରେ ମୁଖ୍ୟ ଅତିଥି ଭାବେ ଜିଲ୍ଲାର ବରିଷ୍ଠ ନେତା ଯୋଗଦେଇ ସମ୍ବୋଧିତ କରିଥିଲେ। ସଭାରେ ଅନ୍ୟମାନଙ୍କ ମଧ୍ୟରେ xyxy=(452,396,498,430)
story10-photo xyxy=(190,626,318,696)
story2-col6: ଏହି ଅଞ୍ଚଳରେ ଗତ କିଛିଦିନ ଧରି ବିଭିନ୍ନ ସମସ୍ୟା ଦେଖାଦେଇଛି। ସ୍ଥାନୀୟ ଲୋକମାନେ ପ୍ରଶାସନ ନିକଟରେ ଦାବି ଉପସ୍ଥାପନ କରିଛନ୍ତି। ଏନେଇ ଅଧିକାରୀମାନେ ତଦନ୍ତ କରି ଆବଶ୍ୟକ ପଦକ୍ଷେପ ନେବାକୁ ପ୍ରତିଶ୍ରୁତି ଦେଇଛନ୍ତି। କାର୍ଯ୍ୟକ୍ରମରେ ବହୁ ସଂଖ୍ୟାରେ ଲୋକ ଯୋଗ ଦେଇ ଆଲୋଚନା କରିଥିଲେ। ଏହି ଅବସରରେ ମୁଖ୍ୟ ଅତିଥି ଭାବେ ଜିଲ୍ଲାର ବରିଷ୍ଠ ନେତା ଯୋଗଦେଇ ସମ୍ବୋଧିତ କରିଥିଲେ। ସଭାରେ ଅନ୍ୟମାନଙ୍କ ମଧ୍ୟରେ ସଦସ୍ୟମାନେ ଉପସ୍ଥିତ ରହି ମତାମତ ଦେଇଥିଲେ। ଏହି ଅଞ୍ଚଳରେ ଗତ କିଛିଦିନ ଧରି ବିଭିନ୍ନ ସମସ୍ୟା ଦେଖାଦେଇଛି। ସ୍ଥାନୀୟ ଲୋକମାନେ ପ୍ରଶାସନ ନିକଟରେ ଦାବି ଉପସ୍ଥାପନ କରିଛନ୍ତି। ଏନେଇ ଅଧିକାରୀମାନେ ତଦନ୍ତ କରି ଆବଶ୍ୟକ ପଦକ୍ଷେପ ନେବାକୁ ପ୍ରତିଶ୍ରୁତି ଦେଇଛନ୍ତି। କାର୍ଯ୍ୟକ୍ରମରେ ବହୁ ସଂଖ୍ୟାରେ ଲୋକ ଯୋଗ ଦେଇ ଆଲୋଚନା କରିଥିଲେ। ଏହି ଅବସରରେ ମୁଖ୍ୟ ଅତିଥି ଭାବେ ଜିଲ୍ଲାର ବରିଷ୍ଠ ନେତା ଯୋଗଦେଇ ସମ୍ବୋଧିତ କରିଥିଲେ। ସଭାରେ ଅନ୍ୟମାନଙ୍କ ମଧ୍ୟରେ ସଦସ୍ୟମାନେ ଉପସ୍ଥିତ ରହି ମତାମତ ଦେଇଥିଲେ। xyxy=(260,248,296,352)
date-line: ଭୁବନେଶ୍ୱର, ଶୁକ୍ରବାର, ୨୦୨୪ xyxy=(46,22,96,27)
story-right1-col3: ଏହି ଅଞ୍ଚଳରେ ଗତ କିଛିଦିନ ଧରି ବିଭିନ୍ନ ସମସ୍ୟା ଦେଖାଦେଇଛି। ସ୍ଥାନୀୟ ଲୋକମାନେ ପ୍ରଶାସନ ନିକଟରେ ଦାବି ଉପସ୍ଥାପନ କରିଛନ୍ତି। ଏନେଇ ଅଧିକାରୀମାନେ ତଦନ୍ତ କରି ଆବଶ୍ୟକ ପଦକ୍ଷେପ ନେବାକୁ ପ୍ରତିଶ୍ରୁତି ଦେଇଛନ୍ତି। କାର୍ଯ୍ୟକ୍ରମରେ ବହୁ ସଂଖ୍ୟାରେ ଲୋକ ଯୋଗ ଦେଇ ଆଲୋଚନା କରିଥିଲେ। ଏହି ଅବସରରେ ମୁଖ୍ୟ ଅତିଥି ଭାବେ ଜିଲ୍ଲାର ବରିଷ୍ଠ ନେତା ଯୋଗଦେଇ ସମ୍ବୋଧିତ କରିଥିଲେ। ସଭାରେ ଅନ୍ୟମାନଙ୍କ ମଧ୍ୟରେ ସଦସ୍ୟମାନେ ଉପସ୍ଥିତ ରହି ମତାମତ ଦେଇଥିଲେ। xyxy=(430,134,498,163)
story9-byline: ସମ୍ବଲପୁର xyxy=(4,624,18,627)
paper-name: ପ୍ରଜାତନ୍ତ୍ର xyxy=(46,5,92,16)
divider xyxy=(4,230,298,231)
divider xyxy=(302,318,498,319)
story10-col3: ଏହି ଅଞ୍ଚଳରେ ଗତ କିଛିଦିନ ଧରି ବିଭିନ୍ନ ସମସ୍ୟା ଦେଖାଦେଇଛି। ସ୍ଥାନୀୟ ଲୋକମାନେ ପ୍ରଶାସନ ନିକଟରେ ଦାବି ଉପସ୍ଥାପନ କରିଛନ୍ତି। ଏନେଇ ଅଧିକାରୀମାନେ ତଦନ୍ତ କରି ଆବଶ୍ୟକ ପଦକ୍ଷେପ ନେବାକୁ ପ୍ରତିଶ୍ରୁତି ଦେଇଛନ୍ତି। କାର୍ଯ୍ୟକ୍ରମରେ ବହୁ ସଂଖ୍ୟାରେ ଲୋକ ଯୋଗ ଦେଇ ଆଲୋଚନା କରିଥିଲେ। ଏହି ଅବସରରେ ମୁଖ୍ୟ ଅତିଥି ଭାବେ ଜିଲ୍ଲାର ବରିଷ୍ଠ ନେତା ଯୋଗଦେଇ ସମ୍ବୋଧିତ କରିଥିଲେ। ସଭାରେ ଅନ୍ୟମାନଙ୍କ ମଧ୍ୟରେ ସଦସ୍ୟମାନେ ଉପସ୍ଥିତ ରହି ମତାମତ ଦେଇଥିଲେ। ଏହି ଅଞ୍ଚଳରେ ଗତ କିଛିଦିନ ଧରି ବିଭିନ୍ନ ସମସ୍ୟା ଦେଖାଦେଇଛି। ସ୍ଥାନୀୟ ଲୋକମାନେ ପ୍ରଶାସନ ନିକଟରେ ଦାବି ଉପସ୍ଥାପନ କରିଛନ୍ତି। ଏନେଇ ଅଧିକାରୀମାନେ ତଦନ୍ତ କରି ଆବଶ୍ୟକ ପଦକ୍ଷେପ ନେବାକୁ ପ୍ରତିଶ୍ରୁତି ଦେଇଛନ୍ତି। କାର୍ଯ୍ୟକ୍ରମରେ ବହୁ ସଂଖ୍ୟାରେ ଲୋକ ଯୋଗ ଦେଇ ଆଲୋଚନା କରିଥିଲେ। ଏହି ଅବସରରେ ମୁଖ୍ୟ ଅତିଥି ଭାବେ ଜିଲ୍ଲାର ବରିଷ୍ଠ ନେତା ଯୋଗଦେଇ ସମ୍ବୋଧିତ କରିଥିଲେ। ସଭାରେ ଅନ୍ୟମାନଙ୍କ ମଧ୍ୟରେ ସଦସ୍ୟମାନେ ଉପସ୍ଥିତ ରହି ମତାମତ ଦେଇଥିଲେ। xyxy=(256,700,318,757)
story3-byline: ଝାରସୁଗୁଡ଼ା xyxy=(120,386,133,389)
story-right1-photo2 xyxy=(420,62,498,130)
story-health-col2: ଏହି ଅଞ୍ଚଳରେ ଗତ କିଛିଦିନ ଧରି ବିଭିନ୍ନ ସମସ୍ୟା ଦେଖାଦେଇଛି। ସ୍ଥାନୀୟ ଲୋକମାନେ ପ୍ରଶାସନ ନିକଟରେ ଦାବି ଉପସ୍ଥାପନ କରିଛନ୍ତି। ଏନେଇ ଅଧିକାରୀମାନେ ତଦନ୍ତ କରି ଆବଶ୍ୟକ ପଦକ୍ଷେପ ନେବାକୁ ପ୍ରତିଶ୍ରୁତି ଦେଇଛନ୍ତି। କାର୍ଯ୍ୟକ୍ରମରେ ବହୁ ସଂଖ୍ୟାରେ ଲୋକ ଯୋଗ ଦେଇ ଆଲୋଚନା କରିଥିଲେ। ଏହି ଅବସରରେ ମୁଖ୍ୟ ଅତିଥି ଭାବେ ଜିଲ୍ଲାର ବରିଷ୍ଠ ନେତା ଯୋଗଦେଇ ସମ୍ବୋଧିତ କରିଥିଲେ। ସଭାରେ ଅନ୍ୟମାନଙ୍କ ମଧ୍ୟରେ ସଦସ୍ୟମାନେ ଉପସ୍ଥିତ xyxy=(352,396,400,430)
divider xyxy=(134,436,135,592)
story1-col5: ଏହି ଅଞ୍ଚଳରେ ଗତ କିଛିଦିନ ଧରି ବିଭିନ୍ନ ସମସ୍ୟା ଦେଖାଦେଇଛି। ସ୍ଥାନୀୟ ଲୋକମାନେ ପ୍ରଶାସନ ନିକଟରେ ଦାବି ଉପସ୍ଥାପନ କରିଛନ୍ତି। ଏନେଇ ଅଧିକାରୀମାନେ ତଦନ୍ତ କରି ଆବଶ୍ୟକ ପଦକ୍ଷେପ ନେବାକୁ ପ୍ରତିଶ୍ରୁତି ଦେଇଛନ୍ତି। କାର୍ଯ୍ୟକ୍ରମରେ ବହୁ ସଂଖ୍ୟାରେ ଲୋକ ଯୋଗ ଦେଇ ଆଲୋଚନା କରିଥିଲେ। ଏହି ଅବସରରେ ମୁଖ୍ୟ ଅତିଥି ଭାବେ ଜିଲ୍ଲାର ବରିଷ୍ଠ ନେତା ଯୋଗଦେଇ ସମ୍ବୋଧିତ କରିଥିଲେ। ସଭାରେ ଅନ୍ୟମାନଙ୍କ ମଧ୍ୟରେ ସଦସ୍ୟମାନେ ଉପସ୍ଥିତ ରହି ମତାମତ ଦେଇଥିଲେ। ଏହି ଅଞ୍ଚଳରେ ଗତ କିଛିଦିନ ଧରି ବିଭିନ୍ନ ସମସ୍ୟା ଦେଖାଦେଇଛି। ସ୍ଥାନୀୟ ଲୋକମାନେ ପ୍ରଶାସନ ନିକଟରେ ଦାବି ଉପସ୍ଥାପନ କରିଛନ୍ତି। ଏନେଇ ଅଧିକାରୀମାନେ ତଦନ୍ତ କରି ଆବଶ୍ୟକ ପଦକ୍ଷେପ ନେବାକୁ ପ୍ରତିଶ୍ରୁତି ଦେଇଛନ୍ତି। କାର୍ଯ୍ୟକ୍ରମରେ ବହୁ ସଂଖ୍ୟାରେ ଲୋକ ଯୋଗ ଦେଇ ଆଲୋଚନା କରିଥିଲେ। ଏହି ଅବସରରେ ମୁଖ୍ୟ ଅତିଥି ଭାବେ ଜିଲ୍ଲାର ବରିଷ୍ଠ ନେତା ଯୋଗଦେଇ ସମ୍ବୋଧିତ କରିଥିଲେ। ସଭାରେ ଅନ୍ୟମାନଙ୍କ ମଧ୍ୟରେ ସଦସ୍ୟମାନେ ଉପସ୍ଥିତ ରହି ମତାମତ ଦେଇଥିଲେ। ଏହି ଅଞ୍ଚଳରେ ଗତ କିଛିଦିନ ଧରି ବିଭିନ୍ନ ସମସ୍ୟା ଦେଖାଦେଇଛି। ସ୍ଥାନୀୟ ଲୋକମାନେ ପ୍ରଶାସନ ନିକଟରେ ଦାବି ଉପସ୍ଥାପନ କରିଛନ୍ତି। ଏନେଇ ଅଧିକାରୀମାନେ ତଦନ୍ତ କରି ଆବଶ୍ୟକ ପଦକ୍ଷେପ ନେବାକୁ ପ୍ରତିଶ୍ରୁତି ଦେଇଛନ୍ତି। କାର୍ଯ୍ୟକ୍ରମରେ ବହୁ ସଂଖ୍ୟାରେ ଲୋକ ଯୋଗ ଦେଇ ଆଲୋଚନା କରିଥିଲେ। ଏହି ଅବସରରେ ମୁଖ୍ୟ ଅତିଥି ଭାବେ ଜିଲ୍ଲାର ବରିଷ୍ଠ ନେତା ଯୋଗଦେଇ ସମ୍ବୋଧିତ କରିଥିଲେ। ସଭାରେ ଅନ୍ୟମାନଙ୍କ ମଧ୍ୟରେ ସଦସ୍ୟମାନେ ଉପସ୍ଥିତ ରହି ମତାମତ ଦେଇଥିଲେ। xyxy=(212,82,252,226)
story9-col1: ସମ୍ବଲପୁର ଏହି ଅଞ୍ଚଳରେ ଗତ କିଛିଦିନ ଧରି ବିଭିନ୍ନ ସମସ୍ୟା ଦେଖାଦେଇଛି। ସ୍ଥାନୀୟ ଲୋକମାନେ ପ୍ରଶାସନ ନିକଟରେ ଦାବି ଉପସ୍ଥାପନ କରିଛନ୍ତି। ଏନେଇ ଅଧିକାରୀମାନେ ତଦନ୍ତ କରି ଆବଶ୍ୟକ ପଦକ୍ଷେପ ନେବାକୁ ପ୍ରତିଶ୍ରୁତି ଦେଇଛନ୍ତି। କାର୍ଯ୍ୟକ୍ରମରେ ବହୁ ସଂଖ୍ୟାରେ ଲୋକ ଯୋଗ ଦେଇ ଆଲୋଚନା କରିଥିଲେ। ଏହି ଅବସରରେ ମୁଖ୍ୟ ଅତିଥି ଭାବେ ଜିଲ୍ଲାର ବରିଷ୍ଠ ନେତା ଯୋଗଦେଇ ସମ୍ବୋଧିତ କରିଥିଲେ। ସଭାରେ ଅନ୍ୟମାନଙ୍କ ମଧ୍ୟରେ ସଦସ୍ୟମାନେ ଉପସ୍ଥିତ ରହି ମତାମତ ଦେଇଥିଲେ। ଏହି ଅଞ୍ଚଳରେ ଗତ କିଛିଦିନ ଧରି ବିଭିନ୍ନ ସମସ୍ୟା ଦେଖାଦେଇଛି। ସ୍ଥାନୀୟ ଲୋକମାନେ ପ୍ରଶାସନ ନିକଟରେ ଦାବି ଉପସ୍ଥାପନ କରିଛନ୍ତି। ଏନେଇ ଅଧିକାରୀମାନେ ତଦନ୍ତ କରି ଆବଶ୍ୟକ ପଦକ୍ଷେପ ନେବାକୁ ପ୍ରତିଶ୍ରୁତି ଦେଇଛନ୍ତି। କାର୍ଯ୍ୟକ୍ରମରେ ବହୁ ସଂଖ୍ୟାରେ ଲୋକ ଯୋଗ ଦେଇ ଆଲୋଚନା କରିଥିଲେ। ଏହି ଅବସରରେ ମୁଖ୍ୟ ଅତିଥି ଭାବେ ଜିଲ୍ଲାର ବରିଷ୍ଠ ନେତା ଯୋଗଦେଇ ସମ୍ବୋଧିତ କରିଥିଲେ। ସଭାରେ ଅନ୍ୟମାନଙ୍କ ମଧ୍ୟରେ ସଦସ୍ୟମାନେ ଉପସ୍ଥିତ ରହି ମତାମତ ଦେଇଥିଲେ। ଏହି ଅଞ୍ଚଳରେ ଗତ କିଛିଦିନ ଧରି ବିଭିନ୍ନ ସମସ୍ୟା ଦେଖାଦେଇଛି। ସ୍ଥାନୀୟ ଲୋକମାନେ ପ୍ରଶାସନ ନିକଟରେ ଦାବି ଉପସ୍ଥାପନ କରିଛନ୍ତି। ଏନେଇ ଅଧିକାରୀମାନେ ତଦନ୍ତ କରି ଆବଶ୍ୟକ ପଦକ୍ଷେପ ନେବାକୁ ପ୍ରତିଶ୍ରୁତି ଦେଇଛନ୍ତି। କାର୍ଯ୍ୟକ୍ରମରେ ବହୁ ସଂଖ୍ୟାରେ ଲୋକ ଯୋଗ ଦେଇ ଆଲୋଚନା କରିଥିଲେ। ଏହି ଅବସରରେ ମୁଖ୍ୟ ଅତିଥି ଭାବେ ଜିଲ୍ଲାର ବରିଷ୍ଠ ନେତା ଯୋଗଦେଇ ସମ୍ବୋଧିତ କରିଥିଲେ। ସଭାରେ ଅନ୍ୟମାନଙ୍କ ମଧ୍ୟରେ ସଦସ୍ୟମାନେ ଉପସ୍ଥିତ ରହି ମତାମତ ଦେଇଥିଲେ। xyxy=(4,624,44,768)
story4-headline2: କାର୍ଯ୍ୟବନ୍ଦ ଆନ୍ଦୋଳନ xyxy=(6,452,105,466)
story10-headline: ମଣ୍ଡିରୁ ଧାନ ଉଠୁନି ଚିନ୍ତାରେ ଚାଷୀ xyxy=(138,606,313,621)
story-right1-byline: ସମ୍ବଲପୁର xyxy=(302,62,316,65)
bullet-icon xyxy=(68,333,71,336)
story-right1-headline: ଶ୍ରୀଜଗନ୍ନାଥ ନେତ୍ରୋତ୍ସବ ଓ ନବଯୌବନ ଦର୍ଶନ xyxy=(302,48,465,58)
section-title: ପଶ୍ଚିମାଞ୍ଚଳ xyxy=(212,8,290,32)
divider xyxy=(4,432,498,433)
story5-headline: ଆଦର୍ଶ ଯୁବ ପରିଷଦର ଗୋପ ଜୟନ୍ତୀ xyxy=(138,437,246,446)
festival-label-small: କାଳିଆର xyxy=(390,6,414,14)
anniversary-emblem-icon xyxy=(34,7,44,17)
story2-headline: କଂଗ୍ରେସ ଗଣତନ୍ତ୍ରର ହତ୍ୟାକାରୀ xyxy=(6,234,151,247)
story-right1-photo1 xyxy=(358,62,418,130)
story-health-photo2 xyxy=(364,340,498,392)
story1-col3: ଏହି ଅଞ୍ଚଳରେ ଗତ କିଛିଦିନ ଧରି ବିଭିନ୍ନ ସମସ୍ୟା ଦେଖାଦେଇଛି। ସ୍ଥାନୀୟ ଲୋକମାନେ ପ୍ରଶାସନ ନିକଟରେ ଦାବି ଉପସ୍ଥାପନ କରିଛନ୍ତି। ଏନେଇ ଅଧିକାରୀମାନେ ତଦନ୍ତ କରି ଆବଶ୍ୟକ ପଦକ୍ଷେପ ନେବାକୁ ପ୍ରତିଶ୍ରୁତି ଦେଇଛନ୍ତି। କାର୍ଯ୍ୟକ୍ରମରେ ବହୁ ସଂଖ୍ୟାରେ ଲୋକ ଯୋଗ ଦେଇ ଆଲୋଚନା କରିଥିଲେ। ଏହି ଅବସରରେ ମୁଖ୍ୟ ଅତିଥି ଭାବେ ଜିଲ୍ଲାର ବରିଷ୍ଠ ନେତା ଯୋଗଦେଇ ସମ୍ବୋଧିତ କରିଥିଲେ। ସଭାରେ ଅନ୍ୟମାନଙ୍କ ମଧ୍ୟରେ xyxy=(104,196,156,228)
story1-headline: ସୁରକ୍ଷିତ ଆଶ୍ରୟ କେନ୍ଦ୍ର ଅଶାନ୍ତ ହେଉଛି xyxy=(4,58,262,77)
story11-byline: ସମ୍ବଲପୁର xyxy=(383,622,397,625)
divider xyxy=(380,606,381,784)
story8-box xyxy=(136,592,282,602)
divider xyxy=(134,606,135,784)
story9-col3: ଏହି ଅଞ୍ଚଳରେ ଗତ କିଛିଦିନ ଧରି ବିଭିନ୍ନ ସମସ୍ୟା ଦେଖାଦେଇଛି। ସ୍ଥାନୀୟ ଲୋକମାନେ ପ୍ରଶାସନ ନିକଟରେ ଦାବି ଉପସ୍ଥାପନ କରିଛନ୍ତି। ଏନେଇ ଅଧିକାରୀମାନେ ତଦନ୍ତ କରି ଆବଶ୍ୟକ ପଦକ୍ଷେପ ନେବାକୁ ପ୍ରତିଶ୍ରୁତି ଦେଇଛନ୍ତି। କାର୍ଯ୍ୟକ୍ରମରେ ବହୁ ସଂଖ୍ୟାରେ ଲୋକ ଯୋଗ ଦେଇ ଆଲୋଚନା କରିଥିଲେ। ଏହି ଅବସରରେ ମୁଖ୍ୟ ଅତିଥି ଭାବେ ଜିଲ୍ଲାର ବରିଷ୍ଠ ନେତା ଯୋଗଦେଇ ସମ୍ବୋଧିତ କରିଥିଲେ। ସଭାରେ ଅନ୍ୟମାନଙ୍କ ମଧ୍ୟରେ ସଦସ୍ୟମାନେ ଉପସ୍ଥିତ ରହି ମତାମତ ଦେଇଥିଲେ। ଏହି ଅଞ୍ଚଳରେ ଗତ କିଛିଦିନ ଧରି ବିଭିନ୍ନ ସମସ୍ୟା ଦେଖାଦେଇଛି। ସ୍ଥାନୀୟ ଲୋକମାନେ ପ୍ରଶାସନ ନିକଟରେ ଦାବି ଉପସ୍ଥାପନ କରିଛନ୍ତି। ଏନେଇ ଅଧିକାରୀମାନେ ତଦନ୍ତ କରି ଆବଶ୍ୟକ ପଦକ୍ଷେପ ନେବାକୁ ପ୍ରତିଶ୍ରୁତି ଦେଇଛନ୍ତି। କାର୍ଯ୍ୟକ୍ରମରେ ବହୁ ସଂଖ୍ୟାରେ ଲୋକ ଯୋଗ ଦେଇ ଆଲୋଚନା କରିଥିଲେ। ଏହି ଅବସରରେ ମୁଖ୍ୟ ଅତିଥି ଭାବେ ଜିଲ୍ଲାର ବରିଷ୍ଠ ନେତା ଯୋଗଦେଇ ସମ୍ବୋଧିତ କରିଥିଲେ। ସଭାରେ ଅନ୍ୟମାନଙ୍କ ମଧ୍ୟରେ ସଦସ୍ୟମାନେ ଉପସ୍ଥିତ ରହି ମତାମତ ଦେଇଥିଲେ। ଏହି ଅଞ୍ଚଳରେ ଗତ କିଛିଦିନ ଧରି ବିଭିନ୍ନ ସମସ୍ୟା ଦେଖାଦେଇଛି। ସ୍ଥାନୀୟ ଲୋକମାନେ ପ୍ରଶାସନ ନିକଟରେ ଦାବି ଉପସ୍ଥାପନ କରିଛନ୍ତି। ଏନେଇ ଅଧିକାରୀମାନେ ତଦନ୍ତ କରି ଆବଶ୍ୟକ ପଦକ୍ଷେପ ନେବାକୁ ପ୍ରତିଶ୍ରୁତି ଦେଇଛନ୍ତି। କାର୍ଯ୍ୟକ୍ରମରେ ବହୁ ସଂଖ୍ୟାରେ ଲୋକ ଯୋଗ ଦେଇ ଆଲୋଚନା କରିଥିଲେ। ଏହି ଅବସରରେ ମୁଖ୍ୟ ଅତିଥି ଭାବେ ଜିଲ୍ଲାର ବରିଷ୍ଠ ନେତା ଯୋଗଦେଇ ସମ୍ବୋଧିତ କରିଥିଲେ। ସଭାରେ ଅନ୍ୟମାନଙ୍କ ମଧ୍ୟରେ ସଦସ୍ୟମାନେ ଉପସ୍ଥିତ ରହି ମତାମତ ଦେଇଥିଲେ। xyxy=(92,624,132,768)
story2-photo2 xyxy=(68,250,168,328)
story1-col6: ଏହି ଅଞ୍ଚଳରେ ଗତ କିଛିଦିନ ଧରି ବିଭିନ୍ନ ସମସ୍ୟା ଦେଖାଦେଇଛି। ସ୍ଥାନୀୟ ଲୋକମାନେ ପ୍ରଶାସନ ନିକଟରେ ଦାବି ଉପସ୍ଥାପନ କରିଛନ୍ତି। ଏନେଇ ଅଧିକାରୀମାନେ ତଦନ୍ତ କରି ଆବଶ୍ୟକ ପଦକ୍ଷେପ ନେବାକୁ ପ୍ରତିଶ୍ରୁତି ଦେଇଛନ୍ତି। କାର୍ଯ୍ୟକ୍ରମରେ ବହୁ ସଂଖ୍ୟାରେ ଲୋକ ଯୋଗ ଦେଇ ଆଲୋଚନା କରିଥିଲେ। ଏହି ଅବସରରେ ମୁଖ୍ୟ ଅତିଥି ଭାବେ ଜିଲ୍ଲାର ବରିଷ୍ଠ ନେତା ଯୋଗଦେଇ ସମ୍ବୋଧିତ କରିଥିଲେ। ସଭାରେ ଅନ୍ୟମାନଙ୍କ ମଧ୍ୟରେ ସଦସ୍ୟମାନେ ଉପସ୍ଥିତ ରହି ମତାମତ ଦେଇଥିଲେ। ଏହି ଅଞ୍ଚଳରେ ଗତ କିଛିଦିନ ଧରି ବିଭିନ୍ନ ସମସ୍ୟା ଦେଖାଦେଇଛି। ସ୍ଥାନୀୟ ଲୋକମାନେ ପ୍ରଶାସନ ନିକଟରେ ଦାବି ଉପସ୍ଥାପନ କରିଛନ୍ତି। ଏନେଇ ଅଧିକାରୀମାନେ ତଦନ୍ତ କରି ଆବଶ୍ୟକ ପଦକ୍ଷେପ ନେବାକୁ ପ୍ରତିଶ୍ରୁତି ଦେଇଛନ୍ତି। କାର୍ଯ୍ୟକ୍ରମରେ ବହୁ ସଂଖ୍ୟାରେ ଲୋକ ଯୋଗ ଦେଇ ଆଲୋଚନା କରିଥିଲେ। ଏହି ଅବସରରେ ମୁଖ୍ୟ ଅତିଥି ଭାବେ ଜିଲ୍ଲାର ବରିଷ୍ଠ ନେତା ଯୋଗଦେଇ ସମ୍ବୋଧିତ କରିଥିଲେ। ସଭାରେ ଅନ୍ୟମାନଙ୍କ ମଧ୍ୟରେ ସଦସ୍ୟମାନେ ଉପସ୍ଥିତ ରହି ମତାମତ ଦେଇଥିଲେ। ଏହି ଅଞ୍ଚଳରେ ଗତ କିଛିଦିନ ଧରି ବିଭିନ୍ନ ସମସ୍ୟା ଦେଖାଦେଇଛି। ସ୍ଥାନୀୟ ଲୋକମାନେ ପ୍ରଶାସନ ନିକଟରେ ଦାବି ଉପସ୍ଥାପନ କରିଛନ୍ତି। ଏନେଇ ଅଧିକାରୀମାନେ ତଦନ୍ତ କରି ଆବଶ୍ୟକ ପଦକ୍ଷେପ ନେବାକୁ ପ୍ରତିଶ୍ରୁତି ଦେଇଛନ୍ତି। କାର୍ଯ୍ୟକ୍ରମରେ ବହୁ ସଂଖ୍ୟାରେ ଲୋକ ଯୋଗ ଦେଇ ଆଲୋଚନା କରିଥିଲେ। ଏହି ଅବସରରେ ମୁଖ୍ୟ ଅତିଥି ଭାବେ ଜିଲ୍ଲାର ବରିଷ୍ଠ ନେତା ଯୋଗଦେଇ ସମ୍ବୋଧିତ କରିଥିଲେ। ସଭାରେ ଅନ୍ୟମାନଙ୍କ ମଧ୍ୟରେ xyxy=(256,82,294,228)
story-health-banner: ସ୍ୱାସ୍ଥ୍ୟ ଶିବିର ୨୦୨୪ xyxy=(370,347,408,352)
story8-headline: ଶର୍ଟେଜ ଲାଗିକାରୁ ବିକ୍ରିରେ ସମସ୍ୟା xyxy=(170,593,253,600)
story10-col2: ଏହି ଅଞ୍ଚଳରେ ଗତ କିଛିଦିନ ଧରି ବିଭିନ୍ନ ସମସ୍ୟା ଦେଖାଦେଇଛି। ସ୍ଥାନୀୟ ଲୋକମାନେ ପ୍ରଶାସନ ନିକଟରେ ଦାବି ଉପସ୍ଥାପନ କରିଛନ୍ତି। ଏନେଇ ଅଧିକାରୀମାନେ ତଦନ୍ତ କରି ଆବଶ୍ୟକ ପଦକ୍ଷେପ ନେବାକୁ ପ୍ରତିଶ୍ରୁତି ଦେଇଛନ୍ତି। କାର୍ଯ୍ୟକ୍ରମରେ ବହୁ ସଂଖ୍ୟାରେ ଲୋକ ଯୋଗ ଦେଇ ଆଲୋଚନା କରିଥିଲେ। ଏହି ଅବସରରେ ମୁଖ୍ୟ ଅତିଥି ଭାବେ ଜିଲ୍ଲାର ବରିଷ୍ଠ ନେତା ଯୋଗଦେଇ ସମ୍ବୋଧିତ କରିଥିଲେ। ସଭାରେ ଅନ୍ୟମାନଙ୍କ ମଧ୍ୟରେ ସଦସ୍ୟମାନେ ଉପସ୍ଥିତ ରହି ମତାମତ ଦେଇଥିଲେ। ଏହି ଅଞ୍ଚଳରେ ଗତ କିଛିଦିନ ଧରି ବିଭିନ୍ନ ସମସ୍ୟା ଦେଖାଦେଇଛି। ସ୍ଥାନୀୟ ଲୋକମାନେ ପ୍ରଶାସନ ନିକଟରେ ଦାବି ଉପସ୍ଥାପନ କରିଛନ୍ତି। ଏନେଇ ଅଧିକାରୀମାନେ ତଦନ୍ତ କରି ଆବଶ୍ୟକ ପଦକ୍ଷେପ ନେବାକୁ ପ୍ରତିଶ୍ରୁତି ଦେଇଛନ୍ତି। କାର୍ଯ୍ୟକ୍ରମରେ ବହୁ ସଂଖ୍ୟାରେ ଲୋକ ଯୋଗ ଦେଇ ଆଲୋଚନା କରିଥିଲେ। ଏହି ଅବସରରେ ମୁଖ୍ୟ ଅତିଥି ଭାବେ ଜିଲ୍ଲାର ବରିଷ୍ଠ ନେତା ଯୋଗଦେଇ ସମ୍ବୋଧିତ କରିଥିଲେ। ସଭାରେ ଅନ୍ୟମାନଙ୍କ ମଧ୍ୟରେ ସଦସ୍ୟମାନେ ଉପସ୍ଥିତ ରହି ମତାମତ ଦେଇଥିଲେ। xyxy=(190,700,252,757)
story-health-headline: ସାରସମାଳରେ ମାଗଣା ସ୍ୱାସ୍ଥ୍ୟ ଶିବିର xyxy=(302,322,460,335)
story6-col1: ଦେବଗଡ଼ ଏହି ଅଞ୍ଚଳରେ ଗତ କିଛିଦିନ ଧରି ବିଭିନ୍ନ ସମସ୍ୟା ଦେଖାଦେଇଛି। ସ୍ଥାନୀୟ ଲୋକମାନେ ପ୍ରଶାସନ ନିକଟରେ ଦାବି ଉପସ୍ଥାପନ କରିଛନ୍ତି। ଏନେଇ ଅଧିକାରୀମାନେ ତଦନ୍ତ କରି ଆବଶ୍ୟକ ପଦକ୍ଷେପ ନେବାକୁ ପ୍ରତିଶ୍ରୁତି ଦେଇଛନ୍ତି। କାର୍ଯ୍ୟକ୍ରମରେ ବହୁ ସଂଖ୍ୟାରେ ଲୋକ ଯୋଗ ଦେଇ ଆଲୋଚନା କରିଥିଲେ। ଏହି ଅବସରରେ ମୁଖ୍ୟ ଅତିଥି ଭାବେ ଜିଲ୍ଲାର ବରିଷ୍ଠ ନେତା ଯୋଗଦେଇ ସମ୍ବୋଧିତ କରିଥିଲେ। ସଭାରେ ଅନ୍ୟମାନଙ୍କ ମଧ୍ୟରେ ସଦସ୍ୟମାନେ ଉପସ୍ଥିତ ରହି ମତାମତ ଦେଇଥିଲେ। ଏହି ଅଞ୍ଚଳରେ ଗତ କିଛିଦିନ ଧରି ବିଭିନ୍ନ ସମସ୍ୟା ଦେଖାଦେଇଛି। ସ୍ଥାନୀୟ ଲୋକମାନେ ପ୍ରଶାସନ ନିକଟରେ ଦାବି ଉପସ୍ଥାପନ କରିଛନ୍ତି। ଏନେଇ ଅଧିକାରୀମାନେ ତଦନ୍ତ କରି ଆବଶ୍ୟକ ପଦକ୍ଷେପ ନେବାକୁ ପ୍ରତିଶ୍ରୁତି ଦେଇଛନ୍ତି। କାର୍ଯ୍ୟକ୍ରମରେ ବହୁ ସଂଖ୍ୟାରେ ଲୋକ ଯୋଗ ଦେଇ ଆଲୋଚନା କରିଥିଲେ। ଏହି ଅବସରରେ ମୁଖ୍ୟ ଅତିଥି ଭାବେ ଜିଲ୍ଲାର ବରିଷ୍ଠ ନେତା ଯୋଗଦେଇ ସମ୍ବୋଧିତ କରିଥିଲେ। ସଭାରେ ଅନ୍ୟମାନଙ୍କ ମଧ୍ୟରେ ସଦସ୍ୟମାନେ ଉପସ୍ଥିତ ରହି ମତାମତ ଦେଇଥିଲେ। xyxy=(285,448,333,527)
story1-photo xyxy=(48,82,208,182)
story2-caption: ବିଜେପି କଳା ଦିବସ ପାଳିଲା xyxy=(73,330,133,338)
story1-byline: ବେଲପାହାଡ଼ xyxy=(4,82,18,85)
story4-col1: ବଲାଙ୍ଗୀର ଏହି ଅଞ୍ଚଳରେ ଗତ କିଛିଦିନ ଧରି ବିଭିନ୍ନ ସମସ୍ୟା ଦେଖାଦେଇଛି। ସ୍ଥାନୀୟ ଲୋକମାନେ ପ୍ରଶାସନ ନିକଟରେ ଦାବି ଉପସ୍ଥାପନ କରିଛନ୍ତି। ଏନେଇ ଅଧିକାରୀମାନେ ତଦନ୍ତ କରି ଆବଶ୍ୟକ ପଦକ୍ଷେପ ନେବାକୁ ପ୍ରତିଶ୍ରୁତି ଦେଇଛନ୍ତି। କାର୍ଯ୍ୟକ୍ରମରେ ବହୁ ସଂଖ୍ୟାରେ ଲୋକ ଯୋଗ ଦେଇ ଆଲୋଚନା କରିଥିଲେ। ଏହି ଅବସରରେ ମୁଖ୍ୟ ଅତିଥି ଭାବେ ଜିଲ୍ଲାର ବରିଷ୍ଠ ନେତା ଯୋଗଦେଇ ସମ୍ବୋଧିତ କରିଥିଲେ। ସଭାରେ ଅନ୍ୟମାନଙ୍କ ମଧ୍ୟରେ ସଦସ୍ୟମାନେ ଉପସ୍ଥିତ ରହି ମତାମତ ଦେଇଥିଲେ। ଏହି ଅଞ୍ଚଳରେ ଗତ କିଛିଦିନ ଧରି ବିଭିନ୍ନ ସମସ୍ୟା ଦେଖାଦେଇଛି। ସ୍ଥାନୀୟ ଲୋକମାନେ ପ୍ରଶାସନ ନିକଟରେ ଦାବି ଉପସ୍ଥାପନ କରିଛନ୍ତି। ଏନେଇ ଅଧିକାରୀମାନେ ତଦନ୍ତ କରି ଆବଶ୍ୟକ ପଦକ୍ଷେପ ନେବାକୁ ପ୍ରତିଶ୍ରୁତି ଦେଇଛନ୍ତି। କାର୍ଯ୍ୟକ୍ରମରେ ବହୁ ସଂଖ୍ୟାରେ ଲୋକ ଯୋଗ ଦେଇ ଆଲୋଚନା କରିଥିଲେ। ଏହି ଅବସରରେ ମୁଖ୍ୟ ଅତିଥି ଭାବେ ଜିଲ୍ଲାର ବରିଷ୍ଠ ନେତା ଯୋଗଦେଇ ସମ୍ବୋଧିତ କରିଥିଲେ। ସଭାରେ ଅନ୍ୟମାନଙ୍କ ମଧ୍ୟରେ ସଦସ୍ୟମାନେ ଉପସ୍ଥିତ ରହି ମତାମତ ଦେଇଥିଲେ। xyxy=(4,472,44,569)
bullet-icon xyxy=(166,596,169,599)
divider xyxy=(298,48,299,430)
story7-col2: ଏହି ଅଞ୍ଚଳରେ ଗତ କିଛିଦିନ ଧରି ବିଭିନ୍ନ ସମସ୍ୟା ଦେଖାଦେଇଛି। ସ୍ଥାନୀୟ ଲୋକମାନେ ପ୍ରଶାସନ ନିକଟରେ ଦାବି ଉପସ୍ଥାପନ କରିଛନ୍ତି। ଏନେଇ ଅଧିକାରୀମାନେ ତଦନ୍ତ କରି ଆବଶ୍ୟକ ପଦକ୍ଷେପ ନେବାକୁ ପ୍ରତିଶ୍ରୁତି ଦେଇଛନ୍ତି। କାର୍ଯ୍ୟକ୍ରମରେ ବହୁ ସଂଖ୍ୟାରେ ଲୋକ ଯୋଗ ଦେଇ ଆଲୋଚନା କରିଥିଲେ। ଏହି ଅବସରରେ ମୁଖ୍ୟ ଅତିଥି ଭାବେ ଜିଲ୍ଲାର ବରିଷ୍ଠ ନେତା ଯୋଗଦେଇ ସମ୍ବୋଧିତ କରିଥିଲେ। ସଭାରେ ଅନ୍ୟମାନଙ୍କ ମଧ୍ୟରେ ସଦସ୍ୟମାନେ ଉପସ୍ଥିତ ରହି ମତାମତ ଦେଇଥିଲେ। ଏହି ଅଞ୍ଚଳରେ ଗତ କିଛିଦିନ ଧରି ବିଭିନ୍ନ ସମସ୍ୟା ଦେଖାଦେଇଛି। ସ୍ଥାନୀୟ ଲୋକମାନେ ପ୍ରଶାସନ ନିକଟରେ ଦାବି ଉପସ୍ଥାପନ କରିଛନ୍ତି। ଏନେଇ ଅଧିକାରୀମାନେ ତଦନ୍ତ କରି ଆବଶ୍ୟକ ପଦକ୍ଷେପ ନେବାକୁ ପ୍ରତିଶ୍ରୁତି ଦେଇଛନ୍ତି। କାର୍ଯ୍ୟକ୍ରମରେ ବହୁ ସଂଖ୍ୟାରେ ଲୋକ ଯୋଗ ଦେଇ ଆଲୋଚନା କରିଥିଲେ। ଏହି ଅବସରରେ ମୁଖ୍ୟ ଅତିଥି ଭାବେ ଜିଲ୍ଲାର ବରିଷ୍ଠ ନେତା ଯୋଗଦେଇ ସମ୍ବୋଧିତ କରିଥିଲେ। ସଭାରେ ଅନ୍ୟମାନଙ୍କ ମଧ୍ୟରେ ସଦସ୍ୟମାନେ ଉପସ୍ଥିତ ରହି ମତାମତ ଦେଇଥିଲେ। xyxy=(446,450,498,522)
story2-byline: ବରଗଡ଼ xyxy=(4,330,13,333)
story7-col1: ସମ୍ବଲପୁର ଏହି ଅଞ୍ଚଳରେ ଗତ କିଛିଦିନ ଧରି ବିଭିନ୍ନ ସମସ୍ୟା ଦେଖାଦେଇଛି। ସ୍ଥାନୀୟ ଲୋକମାନେ ପ୍ରଶାସନ ନିକଟରେ ଦାବି ଉପସ୍ଥାପନ କରିଛନ୍ତି। ଏନେଇ ଅଧିକାରୀମାନେ ତଦନ୍ତ କରି ଆବଶ୍ୟକ ପଦକ୍ଷେପ ନେବାକୁ ପ୍ରତିଶ୍ରୁତି ଦେଇଛନ୍ତି। କାର୍ଯ୍ୟକ୍ରମରେ ବହୁ ସଂଖ୍ୟାରେ ଲୋକ ଯୋଗ ଦେଇ ଆଲୋଚନା କରିଥିଲେ। ଏହି ଅବସରରେ ମୁଖ୍ୟ ଅତିଥି ଭାବେ ଜିଲ୍ଲାର ବରିଷ୍ଠ ନେତା ଯୋଗଦେଇ ସମ୍ବୋଧିତ କରିଥିଲେ। ସଭାରେ ଅନ୍ୟମାନଙ୍କ ମଧ୍ୟରେ ସଦସ୍ୟମାନେ ଉପସ୍ଥିତ ରହି ମତାମତ ଦେଇଥିଲେ। ଏହି ଅଞ୍ଚଳରେ ଗତ କିଛିଦିନ ଧରି ବିଭିନ୍ନ ସମସ୍ୟା ଦେଖାଦେଇଛି। ସ୍ଥାନୀୟ ଲୋକମାନେ ପ୍ରଶାସନ ନିକଟରେ ଦାବି ଉପସ୍ଥାପନ କରିଛନ୍ତି। ଏନେଇ ଅଧିକାରୀମାନେ ତଦନ୍ତ କରି ଆବଶ୍ୟକ ପଦକ୍ଷେପ ନେବାକୁ ପ୍ରତିଶ୍ରୁତି ଦେଇଛନ୍ତି। କାର୍ଯ୍ୟକ୍ରମରେ ବହୁ ସଂଖ୍ୟାରେ ଲୋକ ଯୋଗ ଦେଇ ଆଲୋଚନା କରିଥିଲେ। ଏହି ଅବସରରେ ମୁଖ୍ୟ ଅତିଥି ଭାବେ ଜିଲ୍ଲାର ବରିଷ୍ଠ ନେତା ଯୋଗଦେଇ ସମ୍ବୋଧିତ କରିଥିଲେ। ସଭାରେ ଅନ୍ୟମାନଙ୍କ ମଧ୍ୟରେ ସଦସ୍ୟମାନେ ଉପସ୍ଥିତ ରହି ମତାମତ ଦେଇଥିଲେ। xyxy=(391,450,443,525)
